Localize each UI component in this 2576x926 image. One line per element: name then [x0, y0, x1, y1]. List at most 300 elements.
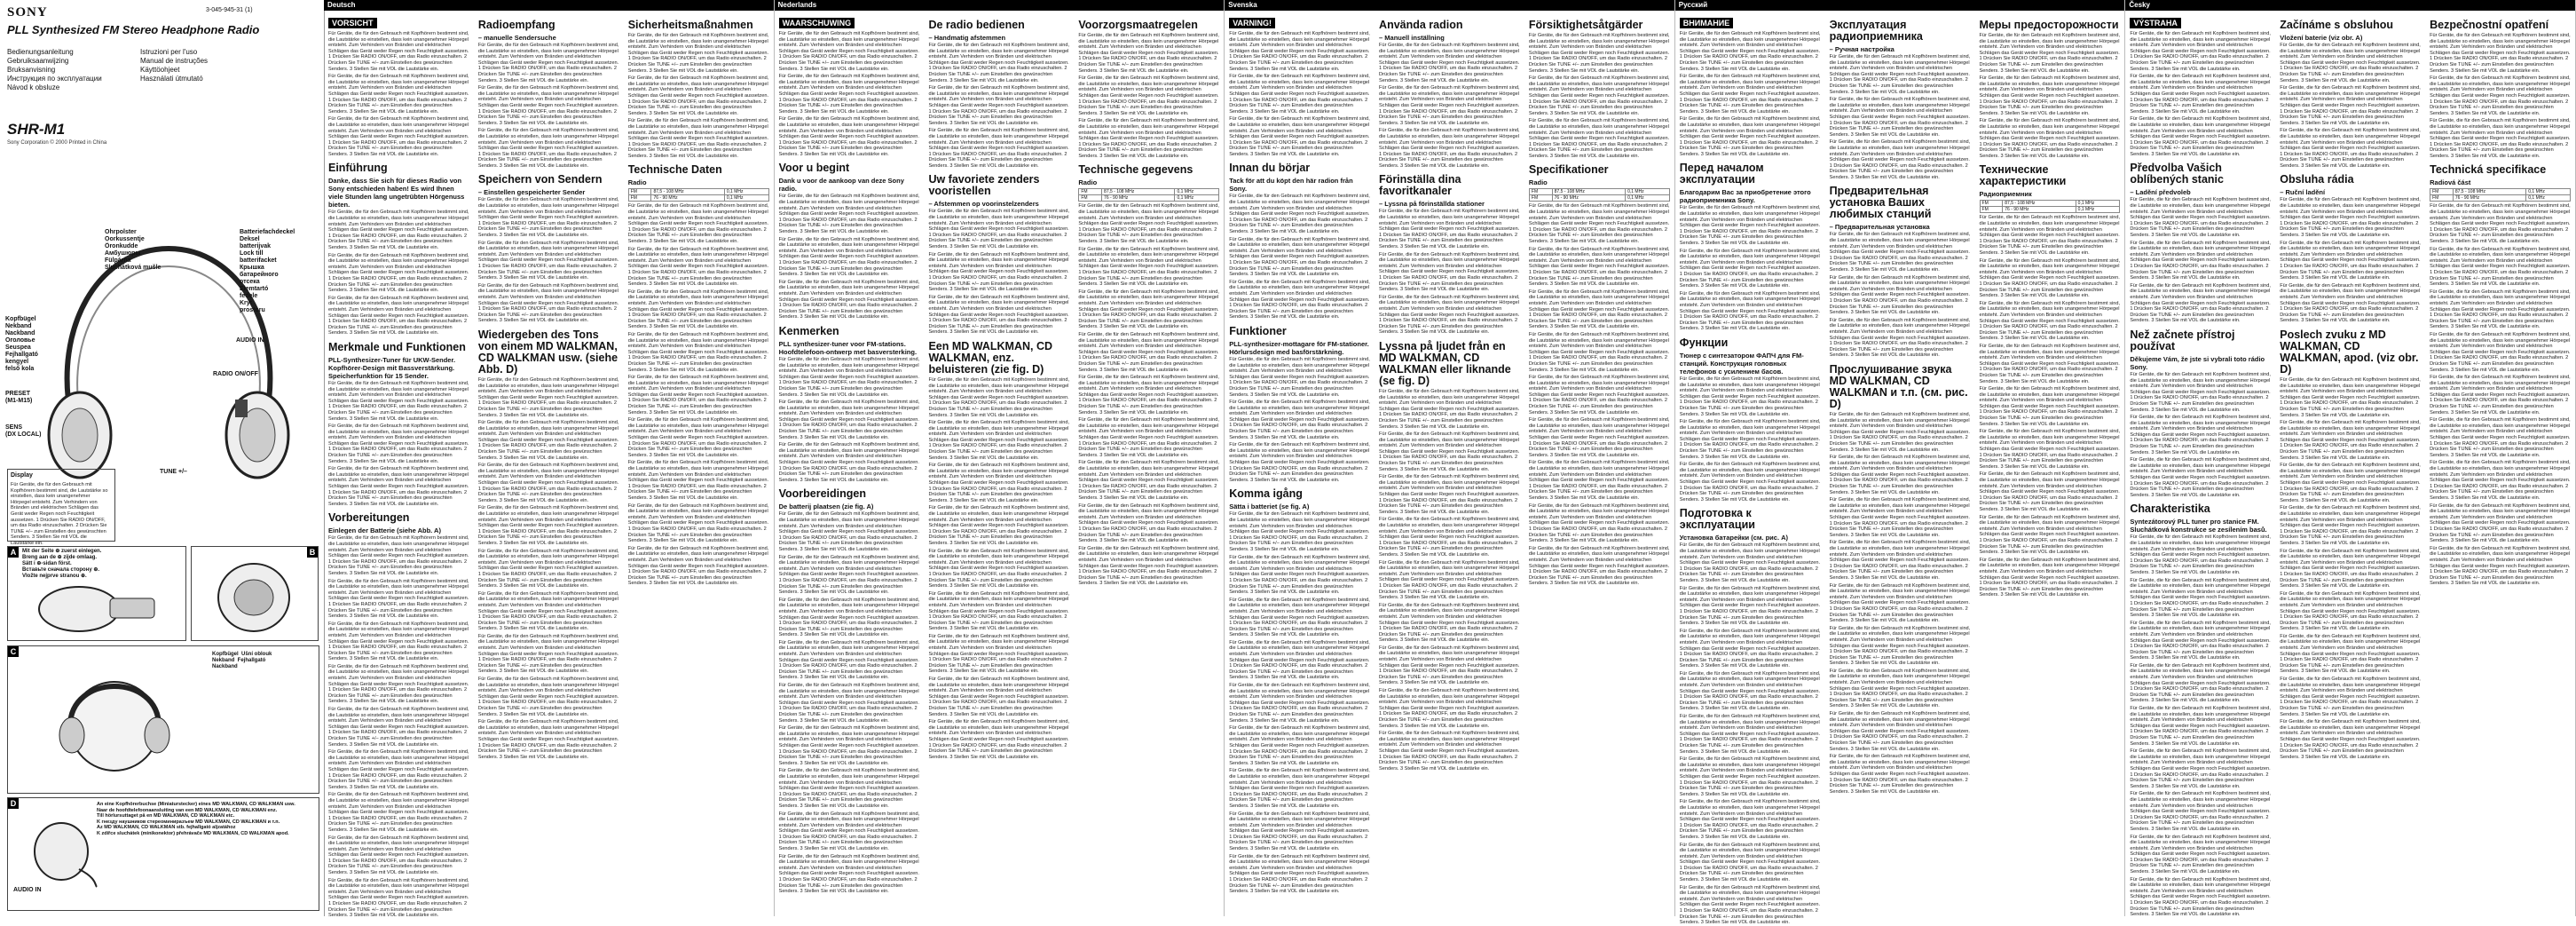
- body-paragraph: Für Geräte, die für den Gebrauch mit Kopfhörern bestimmt sind, die Lautstärke so einstellen, dass kein unangenehmer Hörpegel entsteht. Zum Verhindern von Bränden und elektrischen Schlägen das Gerät weder Regen noch Feuchtigkeit aussetzen. 1 Drücken Sie RADIO ON/OFF, um das Radio einzuschalten. 2 Drücken Sie TUNE +/– zum Einstellen des gewünschten Senders. 3 Stellen Sie mit VOL die Lautstärke ein.: [1679, 842, 1821, 883]
- manual-language-name: Manual de instruções: [140, 57, 209, 65]
- body-paragraph: Für Geräte, die für den Gebrauch mit Kopfhörern bestimmt sind, die Lautstärke so einstellen, dass kein unangenehmer Hörpegel entsteht. Zum Verhindern von Bränden und elektrischen Schlägen das Gerät weder Regen noch Feuchtigkeit aussetzen. 1 Drücken Sie RADIO ON/OFF, um das Radio einzuschalten. 2 Drücken Sie TUNE +/– zum Einstellen des gewünschten Senders. 3 Stellen Sie mit VOL die Lautstärke ein.: [1679, 628, 1821, 669]
- section-heading: Funktioner: [1229, 324, 1287, 337]
- body-paragraph: Für Geräte, die für den Gebrauch mit Kopfhörern bestimmt sind, die Lautstärke so einstellen, dass kein unangenehmer Hörpegel entsteht. Zum Verhindern von Bränden und elektrischen Schlägen das Gerät weder Regen noch Feuchtigkeit aussetzen. 1 Drücken Sie RADIO ON/OFF, um das Radio einzuschalten. 2 Drücken Sie TUNE +/– zum Einstellen des gewünschten Senders. 3 Stellen Sie mit VOL die Lautstärke ein.: [2130, 620, 2271, 661]
- section-heading: Sicherheitsmaßnahmen: [627, 19, 753, 31]
- text-column: [1375, 11, 1524, 913]
- body-paragraph: Für Geräte, die für den Gebrauch mit Kopfhörern bestimmt sind, die Lautstärke so einstellen, dass kein unangenehmer Hörpegel entsteht. Zum Verhindern von Bränden und elektrischen Schlägen das Gerät weder Regen noch Feuchtigkeit aussetzen. 1 Drücken Sie RADIO ON/OFF, um das Radio einzuschalten. 2 Drücken Sie TUNE +/– zum Einstellen des gewünschten Senders. 3 Stellen Sie mit VOL die Lautstärke ein.: [1679, 31, 1821, 72]
- body-paragraph: Für Geräte, die für den Gebrauch mit Kopfhörern bestimmt sind, die Lautstärke so einstellen, dass kein unangenehmer Hörpegel entsteht. Zum Verhindern von Bränden und elektrischen Schlägen das Gerät weder Regen noch Feuchtigkeit aussetzen. 1 Drücken Sie RADIO ON/OFF, um das Radio einzuschalten. 2 Drücken Sie TUNE +/– zum Einstellen des gewünschten Senders. 3 Stellen Sie mit VOL die Lautstärke ein.: [2130, 748, 2271, 789]
- section-heading: Merkmale und Funktionen: [328, 340, 466, 353]
- body-paragraph: Für Geräte, die für den Gebrauch mit Kopfhörern bestimmt sind, die Lautstärke so einstellen, dass kein unangenehmer Hörpegel entsteht. Zum Verhindern von Bränden und elektrischen Schlägen das Gerät weder Regen noch Feuchtigkeit aussetzen. 1 Drücken Sie RADIO ON/OFF, um das Radio einzuschalten. 2 Drücken Sie TUNE +/– zum Einstellen des gewünschten Senders. 3 Stellen Sie mit VOL die Lautstärke ein.: [2130, 31, 2271, 72]
- section-heading: Předvolba Vašich oblíbených stanic: [2130, 162, 2224, 186]
- body-paragraph: Für Geräte, die für den Gebrauch mit Kopfhörern bestimmt sind, die Lautstärke so einstellen, dass kein unangenehmer Hörpegel entsteht. Zum Verhindern von Bränden und elektrischen Schlägen das Gerät weder Regen noch Feuchtigkeit aussetzen. 1 Drücken Sie RADIO ON/OFF, um das Radio einzuschalten. 2 Drücken Sie TUNE +/– zum Einstellen des gewünschten Senders. 3 Stellen Sie mit VOL die Lautstärke ein.: [2130, 662, 2271, 704]
- spec-table: [1078, 188, 1219, 202]
- cover-panel: [0, 0, 325, 916]
- body-paragraph: Für Geräte, die für den Gebrauch mit Kopfhörern bestimmt sind, die Lautstärke so einstellen, dass kein unangenehmer Hörpegel entsteht. Zum Verhindern von Bränden und elektrischen Schlägen das Gerät weder Regen noch Feuchtigkeit aussetzen. 1 Drücken Sie RADIO ON/OFF, um das Radio einzuschalten. 2 Drücken Sie TUNE +/– zum Einstellen des gewünschten Senders. 3 Stellen Sie mit VOL die Lautstärke ein.: [1829, 232, 1971, 273]
- body-paragraph: Für Geräte, die für den Gebrauch mit Kopfhörern bestimmt sind, die Lautstärke so einstellen, dass kein unangenehmer Hörpegel entsteht. Zum Verhindern von Bränden und elektrischen Schlägen das Gerät weder Regen noch Feuchtigkeit aussetzen. 1 Drücken Sie RADIO ON/OFF, um das Radio einzuschalten. 2 Drücken Sie TUNE +/– zum Einstellen des gewünschten Senders. 3 Stellen Sie mit VOL die Lautstärke ein.: [1078, 375, 1219, 416]
- body-paragraph: Für Geräte, die für den Gebrauch mit Kopfhörern bestimmt sind, die Lautstärke so einstellen, dass kein unangenehmer Hörpegel entsteht. Zum Verhindern von Bränden und elektrischen Schlägen das Gerät weder Regen noch Feuchtigkeit aussetzen. 1 Drücken Sie RADIO ON/OFF, um das Radio einzuschalten. 2 Drücken Sie TUNE +/– zum Einstellen des gewünschten Senders. 3 Stellen Sie mit VOL die Lautstärke ein.: [328, 792, 469, 833]
- body-paragraph: Für Geräte, die für den Gebrauch mit Kopfhörern bestimmt sind, die Lautstärke so einstellen, dass kein unangenehmer Hörpegel entsteht. Zum Verhindern von Bränden und elektrischen Schlägen das Gerät weder Regen noch Feuchtigkeit aussetzen. 1 Drücken Sie RADIO ON/OFF, um das Radio einzuschalten. 2 Drücken Sie TUNE +/– zum Einstellen des gewünschten Senders. 3 Stellen Sie mit VOL die Lautstärke ein.: [2280, 463, 2421, 503]
- body-paragraph: Für Geräte, die für den Gebrauch mit Kopfhörern bestimmt sind, die Lautstärke so einstellen, dass kein unangenehmer Hörpegel entsteht. Zum Verhindern von Bränden und elektrischen Schlägen das Gerät weder Regen noch Feuchtigkeit aussetzen. 1 Drücken Sie RADIO ON/OFF, um das Radio einzuschalten. 2 Drücken Sie TUNE +/– zum Einstellen des gewünschten Senders. 3 Stellen Sie mit VOL die Lautstärke ein.: [1829, 754, 1971, 795]
- spec-cell: 87,5 - 108 MHz: [651, 189, 724, 195]
- body-paragraph: Für Geräte, die für den Gebrauch mit Kopfhörern bestimmt sind, die Lautstärke so einstellen, dass kein unangenehmer Hörpegel entsteht. Zum Verhindern von Bränden und elektrischen Schlägen das Gerät weder Regen noch Feuchtigkeit aussetzen. 1 Drücken Sie RADIO ON/OFF, um das Radio einzuschalten. 2 Drücken Sie TUNE +/– zum Einstellen des gewünschten Senders. 3 Stellen Sie mit VOL die Lautstärke ein.: [1829, 540, 1971, 581]
- section-heading: Technische Daten: [627, 163, 722, 177]
- spec-cell: 0,1 MHz: [1626, 195, 1670, 202]
- body-paragraph: Für Geräte, die für den Gebrauch mit Kopfhörern bestimmt sind, die Lautstärke so einstellen, dass kein unangenehmer Hörpegel entsteht. Zum Verhindern von Bränden und elektrischen Schlägen das Gerät weder Regen noch Feuchtigkeit aussetzen. 1 Drücken Sie RADIO ON/OFF, um das Radio einzuschalten. 2 Drücken Sie TUNE +/– zum Einstellen des gewünschten Senders. 3 Stellen Sie mit VOL die Lautstärke ein.: [1229, 853, 1370, 895]
- body-paragraph: Für Geräte, die für den Gebrauch mit Kopfhörern bestimmt sind, die Lautstärke so einstellen, dass kein unangenehmer Hörpegel entsteht. Zum Verhindern von Bränden und elektrischen Schlägen das Gerät weder Regen noch Feuchtigkeit aussetzen. 1 Drücken Sie RADIO ON/OFF, um das Radio einzuschalten. 2 Drücken Sie TUNE +/– zum Einstellen des gewünschten Senders. 3 Stellen Sie mit VOL die Lautstärke ein.: [1679, 670, 1821, 712]
- body-paragraph: Für Geräte, die für den Gebrauch mit Kopfhörern bestimmt sind, die Lautstärke so einstellen, dass kein unangenehmer Hörpegel entsteht. Zum Verhindern von Bränden und elektrischen Schlägen das Gerät weder Regen noch Feuchtigkeit aussetzen. 1 Drücken Sie RADIO ON/OFF, um das Radio einzuschalten. 2 Drücken Sie TUNE +/– zum Einstellen des gewünschten Senders. 3 Stellen Sie mit VOL die Lautstärke ein.: [2430, 203, 2571, 245]
- body-paragraph: Für Geräte, die für den Gebrauch mit Kopfhörern bestimmt sind, die Lautstärke so einstellen, dass kein unangenehmer Hörpegel entsteht. Zum Verhindern von Bränden und elektrischen Schlägen das Gerät weder Regen noch Feuchtigkeit aussetzen. 1 Drücken Sie RADIO ON/OFF, um das Radio einzuschalten. 2 Drücken Sie TUNE +/– zum Einstellen des gewünschten Senders. 3 Stellen Sie mit VOL die Lautstärke ein.: [1078, 460, 1219, 501]
- manual-language-name: Návod k obsluze: [7, 83, 60, 91]
- body-paragraph: Für Geräte, die für den Gebrauch mit Kopfhörern bestimmt sind, die Lautstärke so einstellen, dass kein unangenehmer Hörpegel entsteht. Zum Verhindern von Bränden und elektrischen Schlägen das Gerät weder Regen noch Feuchtigkeit aussetzen. 1 Drücken Sie RADIO ON/OFF, um das Radio einzuschalten. 2 Drücken Sie TUNE +/– zum Einstellen des gewünschten Senders. 3 Stellen Sie mit VOL die Lautstärke ein.: [1379, 645, 1520, 686]
- body-paragraph: Für Geräte, die für den Gebrauch mit Kopfhörern bestimmt sind, die Lautstärke so einstellen, dass kein unangenehmer Hörpegel entsteht. Zum Verhindern von Bränden und elektrischen Schlägen das Gerät weder Regen noch Feuchtigkeit aussetzen. 1 Drücken Sie RADIO ON/OFF, um das Radio einzuschalten. 2 Drücken Sie TUNE +/– zum Einstellen des gewünschten Senders. 3 Stellen Sie mit VOL die Lautstärke ein.: [1379, 431, 1520, 472]
- body-paragraph: Für Geräte, die für den Gebrauch mit Kopfhörern bestimmt sind, die Lautstärke so einstellen, dass kein unangenehmer Hörpegel entsteht. Zum Verhindern von Bränden und elektrischen Schlägen das Gerät weder Regen noch Feuchtigkeit aussetzen. 1 Drücken Sie RADIO ON/OFF, um das Radio einzuschalten. 2 Drücken Sie TUNE +/– zum Einstellen des gewünschten Senders. 3 Stellen Sie mit VOL die Lautstärke ein.: [1829, 274, 1971, 316]
- section-subheading: Vložení baterie (viz obr. A): [2280, 34, 2363, 42]
- section-subheading: Благодарим Вас за приобретение этого радиоприемника Sony.: [1679, 188, 1811, 205]
- body-paragraph: Für Geräte, die für den Gebrauch mit Kopfhörern bestimmt sind, die Lautstärke so einstellen, dass kein unangenehmer Hörpegel entsteht. Zum Verhindern von Bränden und elektrischen Schlägen das Gerät weder Regen noch Feuchtigkeit aussetzen. 1 Drücken Sie RADIO ON/OFF, um das Radio einzuschalten. 2 Drücken Sie TUNE +/– zum Einstellen des gewünschten Senders. 3 Stellen Sie mit VOL die Lautstärke ein.: [928, 128, 1070, 169]
- body-paragraph: Für Geräte, die für den Gebrauch mit Kopfhörern bestimmt sind, die Lautstärke so einstellen, dass kein unangenehmer Hörpegel entsteht. Zum Verhindern von Bränden und elektrischen Schlägen das Gerät weder Regen noch Feuchtigkeit aussetzen. 1 Drücken Sie RADIO ON/OFF, um das Radio einzuschalten. 2 Drücken Sie TUNE +/– zum Einstellen des gewünschten Senders. 3 Stellen Sie mit VOL die Lautstärke ein.: [2280, 719, 2421, 760]
- body-paragraph: Für Geräte, die für den Gebrauch mit Kopfhörern bestimmt sind, die Lautstärke so einstellen, dass kein unangenehmer Hörpegel entsteht. Zum Verhindern von Bränden und elektrischen Schlägen das Gerät weder Regen noch Feuchtigkeit aussetzen. 1 Drücken Sie RADIO ON/OFF, um das Radio einzuschalten. 2 Drücken Sie TUNE +/– zum Einstellen des gewünschten Senders. 3 Stellen Sie mit VOL die Lautstärke ein.: [778, 194, 920, 235]
- body-paragraph: Für Geräte, die für den Gebrauch mit Kopfhörern bestimmt sind, die Lautstärke so einstellen, dass kein unangenehmer Hörpegel entsteht. Zum Verhindern von Bränden und elektrischen Schlägen das Gerät weder Regen noch Feuchtigkeit aussetzen. 1 Drücken Sie RADIO ON/OFF, um das Radio einzuschalten. 2 Drücken Sie TUNE +/– zum Einstellen des gewünschten Senders. 3 Stellen Sie mit VOL die Lautstärke ein.: [1979, 514, 2121, 556]
- figure-c: [7, 645, 319, 794]
- body-paragraph: Für Geräte, die für den Gebrauch mit Kopfhörern bestimmt sind, die Lautstärke so einstellen, dass kein unangenehmer Hörpegel entsteht. Zum Verhindern von Bränden und elektrischen Schlägen das Gerät weder Regen noch Feuchtigkeit aussetzen. 1 Drücken Sie RADIO ON/OFF, um das Radio einzuschalten. 2 Drücken Sie TUNE +/– zum Einstellen des gewünschten Senders. 3 Stellen Sie mit VOL die Lautstärke ein.: [1528, 289, 1670, 330]
- section-subheading: Syntezátorový PLL tuner pro stanice FM. Sluchátková konstrukce se zesílením basů.: [2130, 518, 2267, 534]
- body-paragraph: Für Geräte, die für den Gebrauch mit Kopfhörern bestimmt sind, die Lautstärke so einstellen, dass kein unangenehmer Hörpegel entsteht. Zum Verhindern von Bränden und elektrischen Schlägen das Gerät weder Regen noch Feuchtigkeit aussetzen. 1 Drücken Sie RADIO ON/OFF, um das Radio einzuschalten. 2 Drücken Sie TUNE +/– zum Einstellen des gewünschten Senders. 3 Stellen Sie mit VOL die Lautstärke ein.: [1078, 545, 1219, 587]
- body-paragraph: Für Geräte, die für den Gebrauch mit Kopfhörern bestimmt sind, die Lautstärke so einstellen, dass kein unangenehmer Hörpegel entsteht. Zum Verhindern von Bränden und elektrischen Schlägen das Gerät weder Regen noch Feuchtigkeit aussetzen. 1 Drücken Sie RADIO ON/OFF, um das Radio einzuschalten. 2 Drücken Sie TUNE +/– zum Einstellen des gewünschten Senders. 3 Stellen Sie mit VOL die Lautstärke ein.: [477, 548, 619, 590]
- spec-cell: FM: [628, 189, 651, 195]
- body-paragraph: Für Geräte, die für den Gebrauch mit Kopfhörern bestimmt sind, die Lautstärke so einstellen, dass kein unangenehmer Hörpegel entsteht. Zum Verhindern von Bränden und elektrischen Schlägen das Gerät weder Regen noch Feuchtigkeit aussetzen. 1 Drücken Sie RADIO ON/OFF, um das Radio einzuschalten. 2 Drücken Sie TUNE +/– zum Einstellen des gewünschten Senders. 3 Stellen Sie mit VOL die Lautstärke ein.: [477, 197, 619, 239]
- section-heading: Lyssna på ljudet från en MD WALKMAN, CD WALKMAN eller liknande (se fig. D): [1379, 339, 1511, 387]
- section-subheading: PLL-synthesizer-mottagare för FM-stationer. Hörlursdesign med basförstärkning.: [1229, 339, 1369, 356]
- body-paragraph: Für Geräte, die für den Gebrauch mit Kopfhörern bestimmt sind, die Lautstärke so einstellen, dass kein unangenehmer Hörpegel entsteht. Zum Verhindern von Bränden und elektrischen Schlägen das Gerät weder Regen noch Feuchtigkeit aussetzen. 1 Drücken Sie RADIO ON/OFF, um das Radio einzuschalten. 2 Drücken Sie TUNE +/– zum Einstellen des gewünschten Senders. 3 Stellen Sie mit VOL die Lautstärke ein.: [2280, 85, 2421, 126]
- body-paragraph: Für Geräte, die für den Gebrauch mit Kopfhörern bestimmt sind, die Lautstärke so einstellen, dass kein unangenehmer Hörpegel entsteht. Zum Verhindern von Bränden und elektrischen Schlägen das Gerät weder Regen noch Feuchtigkeit aussetzen. 1 Drücken Sie RADIO ON/OFF, um das Radio einzuschalten. 2 Drücken Sie TUNE +/– zum Einstellen des gewünschten Senders. 3 Stellen Sie mit VOL die Lautstärke ein.: [1528, 118, 1670, 159]
- headband-label: Kopfbügel Nekband Nackband Оголовье Seuspea Fejhallgató kengyel felső kola: [5, 316, 38, 372]
- body-paragraph: Für Geräte, die für den Gebrauch mit Kopfhörern bestimmt sind, die Lautstärke so einstellen, dass kein unangenehmer Hörpegel entsteht. Zum Verhindern von Bränden und elektrischen Schlägen das Gerät weder Regen noch Feuchtigkeit aussetzen. 1 Drücken Sie RADIO ON/OFF, um das Radio einzuschalten. 2 Drücken Sie TUNE +/– zum Einstellen des gewünschten Senders. 3 Stellen Sie mit VOL die Lautstärke ein.: [1979, 429, 2121, 470]
- body-paragraph: Für Geräte, die für den Gebrauch mit Kopfhörern bestimmt sind, die Lautstärke so einstellen, dass kein unangenehmer Hörpegel entsteht. Zum Verhindern von Bränden und elektrischen Schlägen das Gerät weder Regen noch Feuchtigkeit aussetzen. 1 Drücken Sie RADIO ON/OFF, um das Radio einzuschalten. 2 Drücken Sie TUNE +/– zum Einstellen des gewünschten Senders. 3 Stellen Sie mit VOL die Lautstärke ein.: [778, 442, 920, 483]
- body-paragraph: Für Geräte, die für den Gebrauch mit Kopfhörern bestimmt sind, die Lautstärke so einstellen, dass kein unangenehmer Hörpegel entsteht. Zum Verhindern von Bränden und elektrischen Schlägen das Gerät weder Regen noch Feuchtigkeit aussetzen. 1 Drücken Sie RADIO ON/OFF, um das Radio einzuschalten. 2 Drücken Sie TUNE +/– zum Einstellen des gewünschten Senders. 3 Stellen Sie mit VOL die Lautstärke ein.: [2280, 43, 2421, 83]
- section-subheading: PLL synthesizer-tuner voor FM-stations. Hoofdtelefoon-ontwerp met basversterking.: [778, 339, 918, 356]
- manual-language-row: [7, 75, 273, 83]
- section-heading: Voor u begint: [778, 162, 850, 175]
- body-paragraph: Für Geräte, die für den Gebrauch mit Kopfhörern bestimmt sind, die Lautstärke so einstellen, dass kein unangenehmer Hörpegel entsteht. Zum Verhindern von Bränden und elektrischen Schlägen das Gerät weder Regen noch Feuchtigkeit aussetzen. 1 Drücken Sie RADIO ON/OFF, um das Radio einzuschalten. 2 Drücken Sie TUNE +/– zum Einstellen des gewünschten Senders. 3 Stellen Sie mit VOL die Lautstärke ein.: [778, 683, 920, 724]
- body-paragraph: Für Geräte, die für den Gebrauch mit Kopfhörern bestimmt sind, die Lautstärke so einstellen, dass kein unangenehmer Hörpegel entsteht. Zum Verhindern von Bränden und elektrischen Schlägen das Gerät weder Regen noch Feuchtigkeit aussetzen. 1 Drücken Sie RADIO ON/OFF, um das Radio einzuschalten. 2 Drücken Sie TUNE +/– zum Einstellen des gewünschten Senders. 3 Stellen Sie mit VOL die Lautstärke ein.: [2130, 282, 2271, 324]
- section-heading: Använda radion: [1379, 19, 1463, 31]
- body-paragraph: Für Geräte, die für den Gebrauch mit Kopfhörern bestimmt sind, die Lautstärke so einstellen, dass kein unangenehmer Hörpegel entsteht. Zum Verhindern von Bränden und elektrischen Schlägen das Gerät weder Regen noch Feuchtigkeit aussetzen. 1 Drücken Sie RADIO ON/OFF, um das Radio einzuschalten. 2 Drücken Sie TUNE +/– zum Einstellen des gewünschten Senders. 3 Stellen Sie mit VOL die Lautstärke ein.: [1229, 31, 1370, 72]
- section-heading: Технические характеристики: [1979, 163, 2067, 188]
- body-paragraph: Für Geräte, die für den Gebrauch mit Kopfhörern bestimmt sind, die Lautstärke so einstellen, dass kein unangenehmer Hörpegel entsteht. Zum Verhindern von Bränden und elektrischen Schlägen das Gerät weder Regen noch Feuchtigkeit aussetzen. 1 Drücken Sie RADIO ON/OFF, um das Radio einzuschalten. 2 Drücken Sie TUNE +/– zum Einstellen des gewünschten Senders. 3 Stellen Sie mit VOL die Lautstärke ein.: [627, 417, 769, 458]
- body-paragraph: Für Geräte, die für den Gebrauch mit Kopfhörern bestimmt sind, die Lautstärke so einstellen, dass kein unangenehmer Hörpegel entsteht. Zum Verhindern von Bränden und elektrischen Schlägen das Gerät weder Regen noch Feuchtigkeit aussetzen. 1 Drücken Sie RADIO ON/OFF, um das Radio einzuschalten. 2 Drücken Sie TUNE +/– zum Einstellen des gewünschten Senders. 3 Stellen Sie mit VOL die Lautstärke ein.: [1379, 251, 1520, 293]
- body-paragraph: Für Geräte, die für den Gebrauch mit Kopfhörern bestimmt sind, die Lautstärke so einstellen, dass kein unangenehmer Hörpegel entsteht. Zum Verhindern von Bränden und elektrischen Schlägen das Gerät weder Regen noch Feuchtigkeit aussetzen. 1 Drücken Sie RADIO ON/OFF, um das Radio einzuschalten. 2 Drücken Sie TUNE +/– zum Einstellen des gewünschten Senders. 3 Stellen Sie mit VOL die Lautstärke ein.: [627, 545, 769, 587]
- body-paragraph: Für Geräte, die für den Gebrauch mit Kopfhörern bestimmt sind, die Lautstärke so einstellen, dass kein unangenehmer Hörpegel entsteht. Zum Verhindern von Bränden und elektrischen Schlägen das Gerät weder Regen noch Feuchtigkeit aussetzen. 1 Drücken Sie RADIO ON/OFF, um das Radio einzuschalten. 2 Drücken Sie TUNE +/– zum Einstellen des gewünschten Senders. 3 Stellen Sie mit VOL die Lautstärke ein.: [328, 535, 469, 576]
- text-column: [1074, 11, 1224, 913]
- cable-connection-illustration: [26, 816, 97, 887]
- section-subheading: Einlegen der Batterie (siehe Abb. A): [328, 526, 441, 535]
- body-paragraph: Für Geräte, die für den Gebrauch mit Kopfhörern bestimmt sind, die Lautstärke so einstellen, dass kein unangenehmer Hörpegel entsteht. Zum Verhindern von Bränden und elektrischen Schlägen das Gerät weder Regen noch Feuchtigkeit aussetzen. 1 Drücken Sie RADIO ON/OFF, um das Radio einzuschalten. 2 Drücken Sie TUNE +/– zum Einstellen des gewünschten Senders. 3 Stellen Sie mit VOL die Lautstärke ein.: [1229, 768, 1370, 809]
- text-column: [1825, 11, 1975, 913]
- body-paragraph: Für Geräte, die für den Gebrauch mit Kopfhörern bestimmt sind, die Lautstärke so einstellen, dass kein unangenehmer Hörpegel entsteht. Zum Verhindern von Bränden und elektrischen Schlägen das Gerät weder Regen noch Feuchtigkeit aussetzen. 1 Drücken Sie RADIO ON/OFF, um das Radio einzuschalten. 2 Drücken Sie TUNE +/– zum Einstellen des gewünschten Senders. 3 Stellen Sie mit VOL die Lautstärke ein.: [1528, 545, 1670, 587]
- section-heading: De radio bedienen: [928, 19, 1025, 31]
- body-paragraph: Für Geräte, die für den Gebrauch mit Kopfhörern bestimmt sind, die Lautstärke so einstellen, dass kein unangenehmer Hörpegel entsteht. Zum Verhindern von Bränden und elektrischen Schlägen das Gerät weder Regen noch Feuchtigkeit aussetzen. 1 Drücken Sie RADIO ON/OFF, um das Radio einzuschalten. 2 Drücken Sie TUNE +/– zum Einstellen des gewünschten Senders. 3 Stellen Sie mit VOL die Lautstärke ein.: [1829, 668, 1971, 709]
- section-subheading: – Einstellen gespeicherter Sender: [477, 188, 586, 197]
- body-paragraph: Für Geräte, die für den Gebrauch mit Kopfhörern bestimmt sind, die Lautstärke so einstellen, dass kein unangenehmer Hörpegel entsteht. Zum Verhindern von Bränden und elektrischen Schlägen das Gerät weder Regen noch Feuchtigkeit aussetzen. 1 Drücken Sie RADIO ON/OFF, um das Radio einzuschalten. 2 Drücken Sie TUNE +/– zum Einstellen des gewünschten Senders. 3 Stellen Sie mit VOL die Lautstärke ein.: [1379, 602, 1520, 644]
- section-heading: Försiktighetsåtgärder: [1528, 19, 1643, 31]
- body-paragraph: Für Geräte, die für den Gebrauch mit Kopfhörern bestimmt sind, die Lautstärke so einstellen, dass kein unangenehmer Hörpegel entsteht. Zum Verhindern von Bränden und elektrischen Schlägen das Gerät weder Regen noch Feuchtigkeit aussetzen. 1 Drücken Sie RADIO ON/OFF, um das Radio einzuschalten. 2 Drücken Sie TUNE +/– zum Einstellen des gewünschten Senders. 3 Stellen Sie mit VOL die Lautstärke ein.: [778, 853, 920, 895]
- figure-c-caption: Kopfbügel Ušní oblouk Nekband Fejhallgató Nackband: [212, 652, 272, 669]
- section-subheading: Dank u voor de aankoop van deze Sony radio.: [778, 177, 904, 194]
- body-paragraph: Für Geräte, die für den Gebrauch mit Kopfhörern bestimmt sind, die Lautstärke so einstellen, dass kein unangenehmer Hörpegel entsteht. Zum Verhindern von Bränden und elektrischen Schlägen das Gerät weder Regen noch Feuchtigkeit aussetzen. 1 Drücken Sie RADIO ON/OFF, um das Radio einzuschalten. 2 Drücken Sie TUNE +/– zum Einstellen des gewünschten Senders. 3 Stellen Sie mit VOL die Lautstärke ein.: [1229, 554, 1370, 596]
- body-paragraph: Für Geräte, die für den Gebrauch mit Kopfhörern bestimmt sind, die Lautstärke so einstellen, dass kein unangenehmer Hörpegel entsteht. Zum Verhindern von Bränden und elektrischen Schlägen das Gerät weder Regen noch Feuchtigkeit aussetzen. 1 Drücken Sie RADIO ON/OFF, um das Radio einzuschalten. 2 Drücken Sie TUNE +/– zum Einstellen des gewünschten Senders. 3 Stellen Sie mit VOL die Lautstärke ein.: [778, 639, 920, 681]
- figure-d: [7, 797, 319, 911]
- body-paragraph: Für Geräte, die für den Gebrauch mit Kopfhörern bestimmt sind, die Lautstärke so einstellen, dass kein unangenehmer Hörpegel entsteht. Zum Verhindern von Bränden und elektrischen Schlägen das Gerät weder Regen noch Feuchtigkeit aussetzen. 1 Drücken Sie RADIO ON/OFF, um das Radio einzuschalten. 2 Drücken Sie TUNE +/– zum Einstellen des gewünschten Senders. 3 Stellen Sie mit VOL die Lautstärke ein.: [328, 116, 469, 157]
- body-paragraph: Für Geräte, die für den Gebrauch mit Kopfhörern bestimmt sind, die Lautstärke so einstellen, dass kein unangenehmer Hörpegel entsteht. Zum Verhindern von Bränden und elektrischen Schlägen das Gerät weder Regen noch Feuchtigkeit aussetzen. 1 Drücken Sie RADIO ON/OFF, um das Radio einzuschalten. 2 Drücken Sie TUNE +/– zum Einstellen des gewünschten Senders. 3 Stellen Sie mit VOL die Lautstärke ein.: [1379, 128, 1520, 169]
- section-subheading: Радиоприемник: [1979, 190, 2032, 199]
- body-paragraph: Für Geräte, die für den Gebrauch mit Kopfhörern bestimmt sind, die Lautstärke so einstellen, dass kein unangenehmer Hörpegel entsteht. Zum Verhindern von Bränden und elektrischen Schlägen das Gerät weder Regen noch Feuchtigkeit aussetzen. 1 Drücken Sie RADIO ON/OFF, um das Radio einzuschalten. 2 Drücken Sie TUNE +/– zum Einstellen des gewünschten Senders. 3 Stellen Sie mit VOL die Lautstärke ein.: [1829, 411, 1971, 453]
- warning-badge: VARNING!: [1229, 18, 1275, 28]
- audio-in-label: AUDIO IN: [236, 337, 264, 344]
- body-paragraph: Für Geräte, die für den Gebrauch mit Kopfhörern bestimmt sind, die Lautstärke so einstellen, dass kein unangenehmer Hörpegel entsteht. Zum Verhindern von Bränden und elektrischen Schlägen das Gerät weder Regen noch Feuchtigkeit aussetzen. 1 Drücken Sie RADIO ON/OFF, um das Radio einzuschalten. 2 Drücken Sie TUNE +/– zum Einstellen des gewünschten Senders. 3 Stellen Sie mit VOL die Lautstärke ein.: [2280, 128, 2421, 169]
- body-paragraph: Für Geräte, die für den Gebrauch mit Kopfhörern bestimmt sind, die Lautstärke so einstellen, dass kein unangenehmer Hörpegel entsteht. Zum Verhindern von Bränden und elektrischen Schlägen das Gerät weder Regen noch Feuchtigkeit aussetzen. 1 Drücken Sie RADIO ON/OFF, um das Radio einzuschalten. 2 Drücken Sie TUNE +/– zum Einstellen des gewünschten Senders. 3 Stellen Sie mit VOL die Lautstärke ein.: [1078, 289, 1219, 330]
- body-paragraph: Für Geräte, die für den Gebrauch mit Kopfhörern bestimmt sind, die Lautstärke so einstellen, dass kein unangenehmer Hörpegel entsteht. Zum Verhindern von Bränden und elektrischen Schlägen das Gerät weder Regen noch Feuchtigkeit aussetzen. 1 Drücken Sie RADIO ON/OFF, um das Radio einzuschalten. 2 Drücken Sie TUNE +/– zum Einstellen des gewünschten Senders. 3 Stellen Sie mit VOL die Lautstärke ein.: [1979, 471, 2121, 512]
- body-paragraph: Für Geräte, die für den Gebrauch mit Kopfhörern bestimmt sind, die Lautstärke so einstellen, dass kein unangenehmer Hörpegel entsteht. Zum Verhindern von Bränden und elektrischen Schlägen das Gerät weder Regen noch Feuchtigkeit aussetzen. 1 Drücken Sie RADIO ON/OFF, um das Radio einzuschalten. 2 Drücken Sie TUNE +/– zum Einstellen des gewünschten Senders. 3 Stellen Sie mit VOL die Lautstärke ein.: [1229, 683, 1370, 724]
- body-paragraph: Für Geräte, die für den Gebrauch mit Kopfhörern bestimmt sind, die Lautstärke so einstellen, dass kein unangenehmer Hörpegel entsteht. Zum Verhindern von Bränden und elektrischen Schlägen das Gerät weder Regen noch Feuchtigkeit aussetzen. 1 Drücken Sie RADIO ON/OFF, um das Radio einzuschalten. 2 Drücken Sie TUNE +/– zum Einstellen des gewünschten Senders. 3 Stellen Sie mit VOL die Lautstärke ein.: [778, 725, 920, 766]
- section-subheading: PLL-Synthesizer-Tuner für UKW-Sender. Kopfhörer-Design mit Bassverstärkung. Speicherfunktion für 15 Sender.: [328, 355, 456, 380]
- body-paragraph: Für Geräte, die für den Gebrauch mit Kopfhörern bestimmt sind, die Lautstärke so einstellen, dass kein unangenehmer Hörpegel entsteht. Zum Verhindern von Bränden und elektrischen Schlägen das Gerät weder Regen noch Feuchtigkeit aussetzen. 1 Drücken Sie RADIO ON/OFF, um das Radio einzuschalten. 2 Drücken Sie TUNE +/– zum Einstellen des gewünschten Senders. 3 Stellen Sie mit VOL die Lautstärke ein.: [477, 282, 619, 324]
- body-paragraph: Für Geräte, die für den Gebrauch mit Kopfhörern bestimmt sind, die Lautstärke so einstellen, dass kein unangenehmer Hörpegel entsteht. Zum Verhindern von Bränden und elektrischen Schlägen das Gerät weder Regen noch Feuchtigkeit aussetzen. 1 Drücken Sie RADIO ON/OFF, um das Radio einzuschalten. 2 Drücken Sie TUNE +/– zum Einstellen des gewünschten Senders. 3 Stellen Sie mit VOL die Lautstärke ein.: [1528, 75, 1670, 116]
- body-paragraph: Für Geräte, die für den Gebrauch mit Kopfhörern bestimmt sind, die Lautstärke so einstellen, dass kein unangenehmer Hörpegel entsteht. Zum Verhindern von Bränden und elektrischen Schlägen das Gerät weder Regen noch Feuchtigkeit aussetzen. 1 Drücken Sie RADIO ON/OFF, um das Radio einzuschalten. 2 Drücken Sie TUNE +/– zum Einstellen des gewünschten Senders. 3 Stellen Sie mit VOL die Lautstärke ein.: [2130, 240, 2271, 281]
- spec-table: [2430, 188, 2571, 202]
- body-paragraph: Für Geräte, die für den Gebrauch mit Kopfhörern bestimmt sind, die Lautstärke so einstellen, dass kein unangenehmer Hörpegel entsteht. Zum Verhindern von Bränden und elektrischen Schlägen das Gerät weder Regen noch Feuchtigkeit aussetzen. 1 Drücken Sie RADIO ON/OFF, um das Radio einzuschalten. 2 Drücken Sie TUNE +/– zum Einstellen des gewünschten Senders. 3 Stellen Sie mit VOL die Lautstärke ein.: [1679, 884, 1821, 926]
- body-paragraph: Für Geräte, die für den Gebrauch mit Kopfhörern bestimmt sind, die Lautstärke so einstellen, dass kein unangenehmer Hörpegel entsteht. Zum Verhindern von Bränden und elektrischen Schlägen das Gerät weder Regen noch Feuchtigkeit aussetzen. 1 Drücken Sie RADIO ON/OFF, um das Radio einzuschalten. 2 Drücken Sie TUNE +/– zum Einstellen des gewünschten Senders. 3 Stellen Sie mit VOL die Lautstärke ein.: [928, 294, 1070, 336]
- section-subheading: – Ruční ladění: [2280, 188, 2326, 197]
- spec-cell: 0,1 MHz: [2076, 207, 2120, 213]
- body-paragraph: Für Geräte, die für den Gebrauch mit Kopfhörern bestimmt sind, die Lautstärke so einstellen, dass kein unangenehmer Hörpegel entsteht. Zum Verhindern von Bränden und elektrischen Schlägen das Gerät weder Regen noch Feuchtigkeit aussetzen. 1 Drücken Sie RADIO ON/OFF, um das Radio einzuschalten. 2 Drücken Sie TUNE +/– zum Einstellen des gewünschten Senders. 3 Stellen Sie mit VOL die Lautstärke ein.: [328, 621, 469, 662]
- body-paragraph: Für Geräte, die für den Gebrauch mit Kopfhörern bestimmt sind, die Lautstärke so einstellen, dass kein unangenehmer Hörpegel entsteht. Zum Verhindern von Bränden und elektrischen Schlägen das Gerät weder Regen noch Feuchtigkeit aussetzen. 1 Drücken Sie RADIO ON/OFF, um das Radio einzuschalten. 2 Drücken Sie TUNE +/– zum Einstellen des gewünschten Senders. 3 Stellen Sie mit VOL die Lautstärke ein.: [1679, 799, 1821, 840]
- text-column: [1225, 11, 1375, 913]
- manual-language-name: Istruzioni per l'uso: [140, 48, 198, 56]
- body-paragraph: Für Geräte, die für den Gebrauch mit Kopfhörern bestimmt sind, die Lautstärke so einstellen, dass kein unangenehmer Hörpegel entsteht. Zum Verhindern von Bränden und elektrischen Schlägen das Gerät weder Regen noch Feuchtigkeit aussetzen. 1 Drücken Sie RADIO ON/OFF, um das Radio einzuschalten. 2 Drücken Sie TUNE +/– zum Einstellen des gewünschten Senders. 3 Stellen Sie mit VOL die Lautstärke ein.: [627, 246, 769, 288]
- section-heading: Предварительная установка Ваших любимых станций: [1829, 185, 1932, 221]
- spec-cell: 76 - 90 MHz: [2003, 207, 2076, 213]
- body-paragraph: Für Geräte, die für den Gebrauch mit Kopfhörern bestimmt sind, die Lautstärke so einstellen, dass kein unangenehmer Hörpegel entsteht. Zum Verhindern von Bränden und elektrischen Schlägen das Gerät weder Regen noch Feuchtigkeit aussetzen. 1 Drücken Sie RADIO ON/OFF, um das Radio einzuschalten. 2 Drücken Sie TUNE +/– zum Einstellen des gewünschten Senders. 3 Stellen Sie mit VOL die Lautstärke ein.: [1528, 417, 1670, 458]
- body-paragraph: Für Geräte, die für den Gebrauch mit Kopfhörern bestimmt sind, die Lautstärke so einstellen, dass kein unangenehmer Hörpegel entsteht. Zum Verhindern von Bränden und elektrischen Schlägen das Gerät weder Regen noch Feuchtigkeit aussetzen. 1 Drücken Sie RADIO ON/OFF, um das Radio einzuschalten. 2 Drücken Sie TUNE +/– zum Einstellen des gewünschten Senders. 3 Stellen Sie mit VOL die Lautstärke ein.: [627, 460, 769, 501]
- body-paragraph: Für Geräte, die für den Gebrauch mit Kopfhörern bestimmt sind, die Lautstärke so einstellen, dass kein unangenehmer Hörpegel entsteht. Zum Verhindern von Bränden und elektrischen Schlägen das Gerät weder Regen noch Feuchtigkeit aussetzen. 1 Drücken Sie RADIO ON/OFF, um das Radio einzuschalten. 2 Drücken Sie TUNE +/– zum Einstellen des gewünschten Senders. 3 Stellen Sie mit VOL die Lautstärke ein.: [2280, 282, 2421, 324]
- body-paragraph: Für Geräte, die für den Gebrauch mit Kopfhörern bestimmt sind, die Lautstärke so einstellen, dass kein unangenehmer Hörpegel entsteht. Zum Verhindern von Bränden und elektrischen Schlägen das Gerät weder Regen noch Feuchtigkeit aussetzen. 1 Drücken Sie RADIO ON/OFF, um das Radio einzuschalten. 2 Drücken Sie TUNE +/– zum Einstellen des gewünschten Senders. 3 Stellen Sie mit VOL die Lautstärke ein.: [328, 466, 469, 507]
- figure-a-tag: A: [8, 547, 19, 558]
- preset-button-label: PRESET (M1-M15): [5, 391, 33, 404]
- body-paragraph: Für Geräte, die für den Gebrauch mit Kopfhörern bestimmt sind, die Lautstärke so einstellen, dass kein unangenehmer Hörpegel entsteht. Zum Verhindern von Bränden und elektrischen Schlägen das Gerät weder Regen noch Feuchtigkeit aussetzen. 1 Drücken Sie RADIO ON/OFF, um das Radio einzuschalten. 2 Drücken Sie TUNE +/– zum Einstellen des gewünschten Senders. 3 Stellen Sie mit VOL die Lautstärke ein.: [2430, 33, 2571, 74]
- brand-logo: SONY: [7, 5, 48, 20]
- body-paragraph: Für Geräte, die für den Gebrauch mit Kopfhörern bestimmt sind, die Lautstärke so einstellen, dass kein unangenehmer Hörpegel entsteht. Zum Verhindern von Bränden und elektrischen Schlägen das Gerät weder Regen noch Feuchtigkeit aussetzen. 1 Drücken Sie RADIO ON/OFF, um das Radio einzuschalten. 2 Drücken Sie TUNE +/– zum Einstellen des gewünschten Senders. 3 Stellen Sie mit VOL die Lautstärke ein.: [1679, 376, 1821, 417]
- body-paragraph: Für Geräte, die für den Gebrauch mit Kopfhörern bestimmt sind, die Lautstärke so einstellen, dass kein unangenehmer Hörpegel entsteht. Zum Verhindern von Bränden und elektrischen Schlägen das Gerät weder Regen noch Feuchtigkeit aussetzen. 1 Drücken Sie RADIO ON/OFF, um das Radio einzuschalten. 2 Drücken Sie TUNE +/– zum Einstellen des gewünschten Senders. 3 Stellen Sie mit VOL die Lautstärke ein.: [1679, 585, 1821, 627]
- text-column: [2425, 11, 2575, 913]
- body-paragraph: Für Geräte, die für den Gebrauch mit Kopfhörern bestimmt sind, die Lautstärke so einstellen, dass kein unangenehmer Hörpegel entsteht. Zum Verhindern von Bränden und elektrischen Schlägen das Gerät weder Regen noch Feuchtigkeit aussetzen. 1 Drücken Sie RADIO ON/OFF, um das Radio einzuschalten. 2 Drücken Sie TUNE +/– zum Einstellen des gewünschten Senders. 3 Stellen Sie mit VOL die Lautstärke ein.: [1528, 246, 1670, 288]
- section-heading: Specifikationer: [1528, 163, 1609, 177]
- section-subheading: Radiová část: [2430, 178, 2471, 187]
- body-paragraph: Für Geräte, die für den Gebrauch mit Kopfhörern bestimmt sind, die Lautstärke so einstellen, dass kein unangenehmer Hörpegel entsteht. Zum Verhindern von Bränden und elektrischen Schlägen das Gerät weder Regen noch Feuchtigkeit aussetzen. 1 Drücken Sie RADIO ON/OFF, um das Radio einzuschalten. 2 Drücken Sie TUNE +/– zum Einstellen des gewünschten Senders. 3 Stellen Sie mit VOL die Lautstärke ein.: [928, 463, 1070, 503]
- body-paragraph: Für Geräte, die für den Gebrauch mit Kopfhörern bestimmt sind, die Lautstärke so einstellen, dass kein unangenehmer Hörpegel entsteht. Zum Verhindern von Bränden und elektrischen Schlägen das Gerät weder Regen noch Feuchtigkeit aussetzen. 1 Drücken Sie RADIO ON/OFF, um das Radio einzuschalten. 2 Drücken Sie TUNE +/– zum Einstellen des gewünschten Senders. 3 Stellen Sie mit VOL die Lautstärke ein.: [1679, 74, 1821, 115]
- display-box: [7, 469, 115, 546]
- body-paragraph: Für Geräte, die für den Gebrauch mit Kopfhörern bestimmt sind, die Lautstärke so einstellen, dass kein unangenehmer Hörpegel entsteht. Zum Verhindern von Bränden und elektrischen Schlägen das Gerät weder Regen noch Feuchtigkeit aussetzen. 1 Drücken Sie RADIO ON/OFF, um das Radio einzuschalten. 2 Drücken Sie TUNE +/– zum Einstellen des gewünschten Senders. 3 Stellen Sie mit VOL die Lautstärke ein.: [1229, 279, 1370, 321]
- body-paragraph: Für Geräte, die für den Gebrauch mit Kopfhörern bestimmt sind, die Lautstärke so einstellen, dass kein unangenehmer Hörpegel entsteht. Zum Verhindern von Bränden und elektrischen Schlägen das Gerät weder Regen noch Feuchtigkeit aussetzen. 1 Drücken Sie RADIO ON/OFF, um das Radio einzuschalten. 2 Drücken Sie TUNE +/– zum Einstellen des gewünschten Senders. 3 Stellen Sie mit VOL die Lautstärke ein.: [328, 835, 469, 876]
- section-heading: Obsluha rádia: [2280, 173, 2354, 186]
- body-paragraph: Für Geräte, die für den Gebrauch mit Kopfhörern bestimmt sind, die Lautstärke so einstellen, dass kein unangenehmer Hörpegel entsteht. Zum Verhindern von Bränden und elektrischen Schlägen das Gerät weder Regen noch Feuchtigkeit aussetzen. 1 Drücken Sie RADIO ON/OFF, um das Radio einzuschalten. 2 Drücken Sie TUNE +/– zum Einstellen des gewünschten Senders. 3 Stellen Sie mit VOL die Lautstärke ein.: [627, 75, 769, 116]
- earpad-label: Ohrpolster Oorkussentje Öronkudde Амбушюры Fülpárna Sluchátková mušle: [105, 229, 161, 271]
- copyright-note: Sony Corporation © 2000 Printed in China: [7, 140, 107, 146]
- spec-table: [1529, 188, 1670, 202]
- body-paragraph: Für Geräte, die für den Gebrauch mit Kopfhörern bestimmt sind, die Lautstärke so einstellen, dass kein unangenehmer Hörpegel entsteht. Zum Verhindern von Bränden und elektrischen Schlägen das Gerät weder Regen noch Feuchtigkeit aussetzen. 1 Drücken Sie RADIO ON/OFF, um das Radio einzuschalten. 2 Drücken Sie TUNE +/– zum Einstellen des gewünschten Senders. 3 Stellen Sie mit VOL die Lautstärke ein.: [928, 633, 1070, 675]
- body-paragraph: Für Geräte, die für den Gebrauch mit Kopfhörern bestimmt sind, die Lautstärke so einstellen, dass kein unangenehmer Hörpegel entsteht. Zum Verhindern von Bränden und elektrischen Schlägen das Gerät weder Regen noch Feuchtigkeit aussetzen. 1 Drücken Sie RADIO ON/OFF, um das Radio einzuschalten. 2 Drücken Sie TUNE +/– zum Einstellen des gewünschten Senders. 3 Stellen Sie mit VOL die Lautstärke ein.: [2130, 534, 2271, 575]
- body-paragraph: Für Geräte, die für den Gebrauch mit Kopfhörern bestimmt sind, die Lautstärke so einstellen, dass kein unangenehmer Hörpegel entsteht. Zum Verhindern von Bränden und elektrischen Schlägen das Gerät weder Regen noch Feuchtigkeit aussetzen. 1 Drücken Sie RADIO ON/OFF, um das Radio einzuschalten. 2 Drücken Sie TUNE +/– zum Einstellen des gewünschten Senders. 3 Stellen Sie mit VOL die Lautstärke ein.: [627, 118, 769, 159]
- body-paragraph: Für Geräte, die für den Gebrauch mit Kopfhörern bestimmt sind, die Lautstärke so einstellen, dass kein unangenehmer Hörpegel entsteht. Zum Verhindern von Bränden und elektrischen Schlägen das Gerät weder Regen noch Feuchtigkeit aussetzen. 1 Drücken Sie RADIO ON/OFF, um das Radio einzuschalten. 2 Drücken Sie TUNE +/– zum Einstellen des gewünschten Senders. 3 Stellen Sie mit VOL die Lautstärke ein.: [1078, 331, 1219, 373]
- body-paragraph: Für Geräte, die für den Gebrauch mit Kopfhörern bestimmt sind, die Lautstärke so einstellen, dass kein unangenehmer Hörpegel entsteht. Zum Verhindern von Bränden und elektrischen Schlägen das Gerät weder Regen noch Feuchtigkeit aussetzen. 1 Drücken Sie RADIO ON/OFF, um das Radio einzuschalten. 2 Drücken Sie TUNE +/– zum Einstellen des gewünschten Senders. 3 Stellen Sie mit VOL die Lautstärke ein.: [328, 578, 469, 620]
- body-paragraph: Für Geräte, die für den Gebrauch mit Kopfhörern bestimmt sind, die Lautstärke so einstellen, dass kein unangenehmer Hörpegel entsteht. Zum Verhindern von Bränden und elektrischen Schlägen das Gerät weder Regen noch Feuchtigkeit aussetzen. 1 Drücken Sie RADIO ON/OFF, um das Radio einzuschalten. 2 Drücken Sie TUNE +/– zum Einstellen des gewünschten Senders. 3 Stellen Sie mit VOL die Lautstärke ein.: [477, 240, 619, 281]
- figure-a-caption: Mit der Seite ⊕ zuerst einlegen. Breng aan de ⊕ zijde omlaag. Sätt i ⊕-sidan först. Вставьте сначала сторону ⊕. Vložte nejprve stranou ⊕.: [22, 549, 102, 579]
- body-paragraph: Für Geräte, die für den Gebrauch mit Kopfhörern bestimmt sind, die Lautstärke so einstellen, dass kein unangenehmer Hörpegel entsteht. Zum Verhindern von Bränden und elektrischen Schlägen das Gerät weder Regen noch Feuchtigkeit aussetzen. 1 Drücken Sie RADIO ON/OFF, um das Radio einzuschalten. 2 Drücken Sie TUNE +/– zum Einstellen des gewünschten Senders. 3 Stellen Sie mit VOL die Lautstärke ein.: [2430, 289, 2571, 330]
- body-paragraph: Für Geräte, die für den Gebrauch mit Kopfhörern bestimmt sind, die Lautstärke so einstellen, dass kein unangenehmer Hörpegel entsteht. Zum Verhindern von Bränden und elektrischen Schlägen das Gerät weder Regen noch Feuchtigkeit aussetzen. 1 Drücken Sie RADIO ON/OFF, um das Radio einzuschalten. 2 Drücken Sie TUNE +/– zum Einstellen des gewünschten Senders. 3 Stellen Sie mit VOL die Lautstärke ein.: [1379, 559, 1520, 601]
- body-paragraph: Für Geräte, die für den Gebrauch mit Kopfhörern bestimmt sind, die Lautstärke so einstellen, dass kein unangenehmer Hörpegel entsteht. Zum Verhindern von Bränden und elektrischen Schlägen das Gerät weder Regen noch Feuchtigkeit aussetzen. 1 Drücken Sie RADIO ON/OFF, um das Radio einzuschalten. 2 Drücken Sie TUNE +/– zum Einstellen des gewünschten Senders. 3 Stellen Sie mit VOL die Lautstärke ein.: [1229, 811, 1370, 852]
- body-paragraph: Für Geräte, die für den Gebrauch mit Kopfhörern bestimmt sind, die Lautstärke so einstellen, dass kein unangenehmer Hörpegel entsteht. Zum Verhindern von Bränden und elektrischen Schlägen das Gerät weder Regen noch Feuchtigkeit aussetzen. 1 Drücken Sie RADIO ON/OFF, um das Radio einzuschalten. 2 Drücken Sie TUNE +/– zum Einstellen des gewünschten Senders. 3 Stellen Sie mit VOL die Lautstärke ein.: [627, 503, 769, 544]
- text-column: [924, 11, 1074, 913]
- body-paragraph: Für Geräte, die für den Gebrauch mit Kopfhörern bestimmt sind, die Lautstärke so einstellen, dass kein unangenehmer Hörpegel entsteht. Zum Verhindern von Bränden und elektrischen Schlägen das Gerät weder Regen noch Feuchtigkeit aussetzen. 1 Drücken Sie RADIO ON/OFF, um das Radio einzuschalten. 2 Drücken Sie TUNE +/– zum Einstellen des gewünschten Senders. 3 Stellen Sie mit VOL die Lautstärke ein.: [1379, 688, 1520, 729]
- section-subheading: Sätta i batteriet (se fig. A): [1229, 503, 1310, 511]
- body-paragraph: Für Geräte, die für den Gebrauch mit Kopfhörern bestimmt sind, die Lautstärke so einstellen, dass kein unangenehmer Hörpegel entsteht. Zum Verhindern von Bränden und elektrischen Schlägen das Gerät weder Regen noch Feuchtigkeit aussetzen. 1 Drücken Sie RADIO ON/OFF, um das Radio einzuschalten. 2 Drücken Sie TUNE +/– zum Einstellen des gewünschten Senders. 3 Stellen Sie mit VOL die Lautstärke ein.: [778, 236, 920, 278]
- body-paragraph: Für Geräte, die für den Gebrauch mit Kopfhörern bestimmt sind, die Lautstärke so einstellen, dass kein unangenehmer Hörpegel entsteht. Zum Verhindern von Bränden und elektrischen Schlägen das Gerät weder Regen noch Feuchtigkeit aussetzen. 1 Drücken Sie RADIO ON/OFF, um das Radio einzuschalten. 2 Drücken Sie TUNE +/– zum Einstellen des gewünschten Senders. 3 Stellen Sie mit VOL die Lautstärke ein.: [1229, 116, 1370, 157]
- warning-badge: VÝSTRAHA: [2130, 18, 2181, 28]
- figure-d-tag: D: [8, 798, 19, 809]
- language-header: Česky: [2125, 0, 2575, 11]
- body-paragraph: Für Geräte, die für den Gebrauch mit Kopfhörern bestimmt sind, die Lautstärke so einstellen, dass kein unangenehmer Hörpegel entsteht. Zum Verhindern von Bränden und elektrischen Schlägen das Gerät weder Regen noch Feuchtigkeit aussetzen. 1 Drücken Sie RADIO ON/OFF, um das Radio einzuschalten. 2 Drücken Sie TUNE +/– zum Einstellen des gewünschten Senders. 3 Stellen Sie mit VOL die Lautstärke ein.: [328, 210, 469, 251]
- body-paragraph: Für Geräte, die für den Gebrauch mit Kopfhörern bestimmt sind, die Lautstärke so einstellen, dass kein unangenehmer Hörpegel entsteht. Zum Verhindern von Bränden und elektrischen Schlägen das Gerät weder Regen noch Feuchtigkeit aussetzen. 1 Drücken Sie RADIO ON/OFF, um das Radio einzuschalten. 2 Drücken Sie TUNE +/– zum Einstellen des gewünschten Senders. 3 Stellen Sie mit VOL die Lautstärke ein.: [928, 43, 1070, 83]
- body-paragraph: Für Geräte, die für den Gebrauch mit Kopfhörern bestimmt sind, die Lautstärke so einstellen, dass kein unangenehmer Hörpegel entsteht. Zum Verhindern von Bränden und elektrischen Schlägen das Gerät weder Regen noch Feuchtigkeit aussetzen. 1 Drücken Sie RADIO ON/OFF, um das Radio einzuschalten. 2 Drücken Sie TUNE +/– zum Einstellen des gewünschten Senders. 3 Stellen Sie mit VOL die Lautstärke ein.: [1679, 462, 1821, 503]
- body-paragraph: Für Geräte, die für den Gebrauch mit Kopfhörern bestimmt sind, die Lautstärke so einstellen, dass kein unangenehmer Hörpegel entsteht. Zum Verhindern von Bränden und elektrischen Schlägen das Gerät weder Regen noch Feuchtigkeit aussetzen. 1 Drücken Sie RADIO ON/OFF, um das Radio einzuschalten. 2 Drücken Sie TUNE +/– zum Einstellen des gewünschten Senders. 3 Stellen Sie mit VOL die Lautstärke ein.: [2430, 460, 2571, 501]
- section-heading: Radioempfang: [477, 19, 555, 31]
- text-column: [1675, 11, 1825, 926]
- body-paragraph: Für Geräte, die für den Gebrauch mit Kopfhörern bestimmt sind, die Lautstärke so einstellen, dass kein unangenehmer Hörpegel entsteht. Zum Verhindern von Bränden und elektrischen Schlägen das Gerät weder Regen noch Feuchtigkeit aussetzen. 1 Drücken Sie RADIO ON/OFF, um das Radio einzuschalten. 2 Drücken Sie TUNE +/– zum Einstellen des gewünschten Senders. 3 Stellen Sie mit VOL die Lautstärke ein.: [1528, 375, 1670, 416]
- body-paragraph: Für Geräte, die für den Gebrauch mit Kopfhörern bestimmt sind, die Lautstärke so einstellen, dass kein unangenehmer Hörpegel entsteht. Zum Verhindern von Bränden und elektrischen Schlägen das Gerät weder Regen noch Feuchtigkeit aussetzen. 1 Drücken Sie RADIO ON/OFF, um das Radio einzuschalten. 2 Drücken Sie TUNE +/– zum Einstellen des gewünschten Senders. 3 Stellen Sie mit VOL die Lautstärke ein.: [928, 677, 1070, 717]
- body-paragraph: Für Geräte, die für den Gebrauch mit Kopfhörern bestimmt sind, die Lautstärke so einstellen, dass kein unangenehmer Hörpegel entsteht. Zum Verhindern von Bränden und elektrischen Schlägen das Gerät weder Regen noch Feuchtigkeit aussetzen. 1 Drücken Sie RADIO ON/OFF, um das Radio einzuschalten. 2 Drücken Sie TUNE +/– zum Einstellen des gewünschten Senders. 3 Stellen Sie mit VOL die Lautstärke ein.: [778, 356, 920, 398]
- language-panel-nederlands: [775, 0, 1225, 916]
- body-paragraph: Für Geräte, die für den Gebrauch mit Kopfhörern bestimmt sind, die Lautstärke so einstellen, dass kein unangenehmer Hörpegel entsteht. Zum Verhindern von Bränden und elektrischen Schlägen das Gerät weder Regen noch Feuchtigkeit aussetzen. 1 Drücken Sie RADIO ON/OFF, um das Radio einzuschalten. 2 Drücken Sie TUNE +/– zum Einstellen des gewünschten Senders. 3 Stellen Sie mit VOL die Lautstärke ein.: [928, 548, 1070, 590]
- body-paragraph: Für Geräte, die für den Gebrauch mit Kopfhörern bestimmt sind, die Lautstärke so einstellen, dass kein unangenehmer Hörpegel entsteht. Zum Verhindern von Bränden und elektrischen Schlägen das Gerät weder Regen noch Feuchtigkeit aussetzen. 1 Drücken Sie RADIO ON/OFF, um das Radio einzuschalten. 2 Drücken Sie TUNE +/– zum Einstellen des gewünschten Senders. 3 Stellen Sie mit VOL die Lautstärke ein.: [928, 505, 1070, 546]
- manual-language-row: [7, 48, 273, 57]
- body-paragraph: Für Geräte, die für den Gebrauch mit Kopfhörern bestimmt sind, die Lautstärke so einstellen, dass kein unangenehmer Hörpegel entsteht. Zum Verhindern von Bränden und elektrischen Schlägen das Gerät weder Regen noch Feuchtigkeit aussetzen. 1 Drücken Sie RADIO ON/OFF, um das Radio einzuschalten. 2 Drücken Sie TUNE +/– zum Einstellen des gewünschten Senders. 3 Stellen Sie mit VOL die Lautstärke ein.: [1379, 85, 1520, 126]
- body-paragraph: Für Geräte, die für den Gebrauch mit Kopfhörern bestimmt sind, die Lautstärke so einstellen, dass kein unangenehmer Hörpegel entsteht. Zum Verhindern von Bränden und elektrischen Schlägen das Gerät weder Regen noch Feuchtigkeit aussetzen. 1 Drücken Sie RADIO ON/OFF, um das Radio einzuschalten. 2 Drücken Sie TUNE +/– zum Einstellen des gewünschten Senders. 3 Stellen Sie mit VOL die Lautstärke ein.: [2430, 375, 2571, 416]
- body-paragraph: Für Geräte, die für den Gebrauch mit Kopfhörern bestimmt sind, die Lautstärke so einstellen, dass kein unangenehmer Hörpegel entsteht. Zum Verhindern von Bränden und elektrischen Schlägen das Gerät weder Regen noch Feuchtigkeit aussetzen. 1 Drücken Sie RADIO ON/OFF, um das Radio einzuschalten. 2 Drücken Sie TUNE +/– zum Einstellen des gewünschten Senders. 3 Stellen Sie mit VOL die Lautstärke ein.: [778, 400, 920, 440]
- body-paragraph: Für Geräte, die für den Gebrauch mit Kopfhörern bestimmt sind, die Lautstärke so einstellen, dass kein unangenehmer Hörpegel entsteht. Zum Verhindern von Bränden und elektrischen Schlägen das Gerät weder Regen noch Feuchtigkeit aussetzen. 1 Drücken Sie RADIO ON/OFF, um das Radio einzuschalten. 2 Drücken Sie TUNE +/– zum Einstellen des gewünschten Senders. 3 Stellen Sie mit VOL die Lautstärke ein.: [2130, 197, 2271, 239]
- body-paragraph: Für Geräte, die für den Gebrauch mit Kopfhörern bestimmt sind, die Lautstärke so einstellen, dass kein unangenehmer Hörpegel entsteht. Zum Verhindern von Bränden und elektrischen Schlägen das Gerät weder Regen noch Feuchtigkeit aussetzen. 1 Drücken Sie RADIO ON/OFF, um das Radio einzuschalten. 2 Drücken Sie TUNE +/– zum Einstellen des gewünschten Senders. 3 Stellen Sie mit VOL die Lautstärke ein.: [2280, 590, 2421, 632]
- language-header: Русский: [1675, 0, 2125, 11]
- section-heading: Voorzorgsmaatregelen: [1078, 19, 1198, 31]
- body-paragraph: Für Geräte, die für den Gebrauch mit Kopfhörern bestimmt sind, die Lautstärke so einstellen, dass kein unangenehmer Hörpegel entsteht. Zum Verhindern von Bränden und elektrischen Schlägen das Gerät weder Regen noch Feuchtigkeit aussetzen. 1 Drücken Sie RADIO ON/OFF, um das Radio einzuschalten. 2 Drücken Sie TUNE +/– zum Einstellen des gewünschten Senders. 3 Stellen Sie mit VOL die Lautstärke ein.: [2430, 75, 2571, 116]
- spec-table: [1980, 200, 2121, 213]
- body-paragraph: Für Geräte, die für den Gebrauch mit Kopfhörern bestimmt sind, die Lautstärke so einstellen, dass kein unangenehmer Hörpegel entsteht. Zum Verhindern von Bränden und elektrischen Schlägen das Gerät weder Regen noch Feuchtigkeit aussetzen. 1 Drücken Sie RADIO ON/OFF, um das Radio einzuschalten. 2 Drücken Sie TUNE +/– zum Einstellen des gewünschten Senders. 3 Stellen Sie mit VOL die Lautstärke ein.: [328, 663, 469, 705]
- tune-label: TUNE +/–: [160, 469, 187, 475]
- body-paragraph: Für Geräte, die für den Gebrauch mit Kopfhörern bestimmt sind, die Lautstärke so einstellen, dass kein unangenehmer Hörpegel entsteht. Zum Verhindern von Bränden und elektrischen Schlägen das Gerät weder Regen noch Feuchtigkeit aussetzen. 1 Drücken Sie RADIO ON/OFF, um das Radio einzuschalten. 2 Drücken Sie TUNE +/– zum Einstellen des gewünschten Senders. 3 Stellen Sie mit VOL die Lautstärke ein.: [627, 203, 769, 245]
- body-paragraph: Für Geräte, die für den Gebrauch mit Kopfhörern bestimmt sind, die Lautstärke so einstellen, dass kein unangenehmer Hörpegel entsteht. Zum Verhindern von Bränden und elektrischen Schlägen das Gerät weder Regen noch Feuchtigkeit aussetzen. 1 Drücken Sie RADIO ON/OFF, um das Radio einzuschalten. 2 Drücken Sie TUNE +/– zum Einstellen des gewünschten Senders. 3 Stellen Sie mit VOL die Lautstärke ein.: [778, 279, 920, 321]
- body-paragraph: Für Geräte, die für den Gebrauch mit Kopfhörern bestimmt sind, die Lautstärke so einstellen, dass kein unangenehmer Hörpegel entsteht. Zum Verhindern von Bränden und elektrischen Schlägen das Gerät weder Regen noch Feuchtigkeit aussetzen. 1 Drücken Sie RADIO ON/OFF, um das Radio einzuschalten. 2 Drücken Sie TUNE +/– zum Einstellen des gewünschten Senders. 3 Stellen Sie mit VOL die Lautstärke ein.: [2280, 197, 2421, 239]
- body-paragraph: Für Geräte, die für den Gebrauch mit Kopfhörern bestimmt sind, die Lautstärke so einstellen, dass kein unangenehmer Hörpegel entsteht. Zum Verhindern von Bränden und elektrischen Schlägen das Gerät weder Regen noch Feuchtigkeit aussetzen. 1 Drücken Sie RADIO ON/OFF, um das Radio einzuschalten. 2 Drücken Sie TUNE +/– zum Einstellen des gewünschten Senders. 3 Stellen Sie mit VOL die Lautstärke ein.: [1829, 455, 1971, 495]
- display-description: Für Geräte, die für den Gebrauch mit Kopfhörern bestimmt sind, die Lautstärke so einstellen, dass kein unangenehmer Hörpegel entsteht. Zum Verhindern von Bränden und elektrischen Schlägen das Gerät weder Regen noch Feuchtigkeit aussetzen. 1 Drücken Sie RADIO ON/OFF, um das Radio einzuschalten. 2 Drücken Sie TUNE +/– zum Einstellen des gewünschten Senders. 3 Stellen Sie mit VOL die Lautstärke ein.: [11, 482, 108, 546]
- body-paragraph: Für Geräte, die für den Gebrauch mit Kopfhörern bestimmt sind, die Lautstärke so einstellen, dass kein unangenehmer Hörpegel entsteht. Zum Verhindern von Bränden und elektrischen Schlägen das Gerät weder Regen noch Feuchtigkeit aussetzen. 1 Drücken Sie RADIO ON/OFF, um das Radio einzuschalten. 2 Drücken Sie TUNE +/– zum Einstellen des gewünschten Senders. 3 Stellen Sie mit VOL die Lautstärke ein.: [2130, 371, 2271, 413]
- body-paragraph: Für Geräte, die für den Gebrauch mit Kopfhörern bestimmt sind, die Lautstärke so einstellen, dass kein unangenehmer Hörpegel entsteht. Zum Verhindern von Bränden und elektrischen Schlägen das Gerät weder Regen noch Feuchtigkeit aussetzen. 1 Drücken Sie RADIO ON/OFF, um das Radio einzuschalten. 2 Drücken Sie TUNE +/– zum Einstellen des gewünschten Senders. 3 Stellen Sie mit VOL die Lautstärke ein.: [2130, 834, 2271, 875]
- body-paragraph: Für Geräte, die für den Gebrauch mit Kopfhörern bestimmt sind, die Lautstärke so einstellen, dass kein unangenehmer Hörpegel entsteht. Zum Verhindern von Bränden und elektrischen Schlägen das Gerät weder Regen noch Feuchtigkeit aussetzen. 1 Drücken Sie RADIO ON/OFF, um das Radio einzuschalten. 2 Drücken Sie TUNE +/– zum Einstellen des gewünschten Senders. 3 Stellen Sie mit VOL die Lautstärke ein.: [1528, 503, 1670, 544]
- body-paragraph: Für Geräte, die für den Gebrauch mit Kopfhörern bestimmt sind, die Lautstärke so einstellen, dass kein unangenehmer Hörpegel entsteht. Zum Verhindern von Bränden und elektrischen Schlägen das Gerät weder Regen noch Feuchtigkeit aussetzen. 1 Drücken Sie RADIO ON/OFF, um das Radio einzuschalten. 2 Drücken Sie TUNE +/– zum Einstellen des gewünschten Senders. 3 Stellen Sie mit VOL die Lautstärke ein.: [328, 877, 469, 919]
- section-heading: Меры предосторожности: [1979, 19, 2119, 31]
- section-heading: Kenmerken: [778, 324, 839, 337]
- sens-switch-label: SENS (DX LOCAL): [5, 424, 42, 438]
- body-paragraph: Für Geräte, die für den Gebrauch mit Kopfhörern bestimmt sind, die Lautstärke so einstellen, dass kein unangenehmer Hörpegel entsteht. Zum Verhindern von Bränden und elektrischen Schlägen das Gerät weder Regen noch Feuchtigkeit aussetzen. 1 Drücken Sie RADIO ON/OFF, um das Radio einzuschalten. 2 Drücken Sie TUNE +/– zum Einstellen des gewünschten Senders. 3 Stellen Sie mit VOL die Lautstärke ein.: [778, 811, 920, 852]
- body-paragraph: Für Geräte, die für den Gebrauch mit Kopfhörern bestimmt sind, die Lautstärke so einstellen, dass kein unangenehmer Hörpegel entsteht. Zum Verhindern von Bränden und elektrischen Schlägen das Gerät weder Regen noch Feuchtigkeit aussetzen. 1 Drücken Sie RADIO ON/OFF, um das Radio einzuschalten. 2 Drücken Sie TUNE +/– zum Einstellen des gewünschten Senders. 3 Stellen Sie mit VOL die Lautstärke ein.: [328, 749, 469, 790]
- body-paragraph: Für Geräte, die für den Gebrauch mit Kopfhörern bestimmt sind, die Lautstärke so einstellen, dass kein unangenehmer Hörpegel entsteht. Zum Verhindern von Bränden und elektrischen Schlägen das Gerät weder Regen noch Feuchtigkeit aussetzen. 1 Drücken Sie RADIO ON/OFF, um das Radio einzuschalten. 2 Drücken Sie TUNE +/– zum Einstellen des gewünschten Senders. 3 Stellen Sie mit VOL die Lautstärke ein.: [928, 85, 1070, 126]
- body-paragraph: Für Geräte, die für den Gebrauch mit Kopfhörern bestimmt sind, die Lautstärke so einstellen, dass kein unangenehmer Hörpegel entsteht. Zum Verhindern von Bränden und elektrischen Schlägen das Gerät weder Regen noch Feuchtigkeit aussetzen. 1 Drücken Sie RADIO ON/OFF, um das Radio einzuschalten. 2 Drücken Sie TUNE +/– zum Einstellen des gewünschten Senders. 3 Stellen Sie mit VOL die Lautstärke ein.: [328, 380, 469, 422]
- body-paragraph: Für Geräte, die für den Gebrauch mit Kopfhörern bestimmt sind, die Lautstärke so einstellen, dass kein unangenehmer Hörpegel entsteht. Zum Verhindern von Bränden und elektrischen Schlägen das Gerät weder Regen noch Feuchtigkeit aussetzen. 1 Drücken Sie RADIO ON/OFF, um das Radio einzuschalten. 2 Drücken Sie TUNE +/– zum Einstellen des gewünschten Senders. 3 Stellen Sie mit VOL die Lautstärke ein.: [2430, 331, 2571, 373]
- spec-cell: FM: [1079, 189, 1102, 195]
- body-paragraph: Für Geräte, die für den Gebrauch mit Kopfhörern bestimmt sind, die Lautstärke so einstellen, dass kein unangenehmer Hörpegel entsteht. Zum Verhindern von Bränden und elektrischen Schlägen das Gerät weder Regen noch Feuchtigkeit aussetzen. 1 Drücken Sie RADIO ON/OFF, um das Radio einzuschalten. 2 Drücken Sie TUNE +/– zum Einstellen des gewünschten Senders. 3 Stellen Sie mit VOL die Lautstärke ein.: [1379, 294, 1520, 336]
- body-paragraph: Für Geräte, die für den Gebrauch mit Kopfhörern bestimmt sind, die Lautstärke so einstellen, dass kein unangenehmer Hörpegel entsteht. Zum Verhindern von Bränden und elektrischen Schlägen das Gerät weder Regen noch Feuchtigkeit aussetzen. 1 Drücken Sie RADIO ON/OFF, um das Radio einzuschalten. 2 Drücken Sie TUNE +/– zum Einstellen des gewünschten Senders. 3 Stellen Sie mit VOL die Lautstärke ein.: [328, 252, 469, 294]
- spec-cell: FM: [1079, 195, 1102, 202]
- section-heading: Vorbereitungen: [328, 511, 410, 525]
- model-number: SHR-M1: [7, 121, 66, 138]
- body-paragraph: Für Geräte, die für den Gebrauch mit Kopfhörern bestimmt sind, die Lautstärke so einstellen, dass kein unangenehmer Hörpegel entsteht. Zum Verhindern von Bränden und elektrischen Schlägen das Gerät weder Regen noch Feuchtigkeit aussetzen. 1 Drücken Sie RADIO ON/OFF, um das Radio einzuschalten. 2 Drücken Sie TUNE +/– zum Einstellen des gewünschten Senders. 3 Stellen Sie mit VOL die Lautstärke ein.: [778, 597, 920, 638]
- section-heading: Charakteristika: [2130, 503, 2210, 516]
- manual-language-row: [7, 83, 273, 92]
- body-paragraph: Für Geräte, die für den Gebrauch mit Kopfhörern bestimmt sind, die Lautstärke so einstellen, dass kein unangenehmer Hörpegel entsteht. Zum Verhindern von Bränden und elektrischen Schlägen das Gerät weder Regen noch Feuchtigkeit aussetzen. 1 Drücken Sie RADIO ON/OFF, um das Radio einzuschalten. 2 Drücken Sie TUNE +/– zum Einstellen des gewünschten Senders. 3 Stellen Sie mit VOL die Lautstärke ein.: [2130, 791, 2271, 832]
- section-heading: Een MD WALKMAN, CD WALKMAN, enz. beluisteren (zie fig. D): [928, 339, 1053, 376]
- text-column: [624, 11, 774, 913]
- body-paragraph: Für Geräte, die für den Gebrauch mit Kopfhörern bestimmt sind, die Lautstärke so einstellen, dass kein unangenehmer Hörpegel entsteht. Zum Verhindern von Bränden und elektrischen Schlägen das Gerät weder Regen noch Feuchtigkeit aussetzen. 1 Drücken Sie RADIO ON/OFF, um das Radio einzuschalten. 2 Drücken Sie TUNE +/– zum Einstellen des gewünschten Senders. 3 Stellen Sie mit VOL die Lautstärke ein.: [2280, 240, 2421, 281]
- body-paragraph: Für Geräte, die für den Gebrauch mit Kopfhörern bestimmt sind, die Lautstärke so einstellen, dass kein unangenehmer Hörpegel entsteht. Zum Verhindern von Bränden und elektrischen Schlägen das Gerät weder Regen noch Feuchtigkeit aussetzen. 1 Drücken Sie RADIO ON/OFF, um das Radio einzuschalten. 2 Drücken Sie TUNE +/– zum Einstellen des gewünschten Senders. 3 Stellen Sie mit VOL die Lautstärke ein.: [2130, 116, 2271, 157]
- section-subheading: – Предварительная установка: [1829, 223, 1930, 232]
- body-paragraph: Für Geräte, die für den Gebrauch mit Kopfhörern bestimmt sind, die Lautstärke so einstellen, dass kein unangenehmer Hörpegel entsteht. Zum Verhindern von Bränden und elektrischen Schlägen das Gerät weder Regen noch Feuchtigkeit aussetzen. 1 Drücken Sie RADIO ON/OFF, um das Radio einzuschalten. 2 Drücken Sie TUNE +/– zum Einstellen des gewünschten Senders. 3 Stellen Sie mit VOL die Lautstärke ein.: [1078, 75, 1219, 116]
- body-paragraph: Für Geräte, die für den Gebrauch mit Kopfhörern bestimmt sind, die Lautstärke so einstellen, dass kein unangenehmer Hörpegel entsteht. Zum Verhindern von Bränden und elektrischen Schlägen das Gerät weder Regen noch Feuchtigkeit aussetzen. 1 Drücken Sie RADIO ON/OFF, um das Radio einzuschalten. 2 Drücken Sie TUNE +/– zum Einstellen des gewünschten Senders. 3 Stellen Sie mit VOL die Lautstärke ein.: [1679, 248, 1821, 289]
- section-subheading: Radio: [1528, 178, 1548, 187]
- manual-language-name: Käyttöohjeet: [140, 66, 180, 74]
- body-paragraph: Für Geräte, die für den Gebrauch mit Kopfhörern bestimmt sind, die Lautstärke so einstellen, dass kein unangenehmer Hörpegel entsteht. Zum Verhindern von Bränden und elektrischen Schlägen das Gerät weder Regen noch Feuchtigkeit aussetzen. 1 Drücken Sie RADIO ON/OFF, um das Radio einzuschalten. 2 Drücken Sie TUNE +/– zum Einstellen des gewünschten Senders. 3 Stellen Sie mit VOL die Lautstärke ein.: [1078, 246, 1219, 288]
- body-paragraph: Für Geräte, die für den Gebrauch mit Kopfhörern bestimmt sind, die Lautstärke so einstellen, dass kein unangenehmer Hörpegel entsteht. Zum Verhindern von Bränden und elektrischen Schlägen das Gerät weder Regen noch Feuchtigkeit aussetzen. 1 Drücken Sie RADIO ON/OFF, um das Radio einzuschalten. 2 Drücken Sie TUNE +/– zum Einstellen des gewünschten Senders. 3 Stellen Sie mit VOL die Lautstärke ein.: [328, 295, 469, 336]
- text-column: [2125, 11, 2275, 918]
- manual-language-row: [7, 57, 273, 66]
- body-paragraph: Für Geräte, die für den Gebrauch mit Kopfhörern bestimmt sind, die Lautstärke so einstellen, dass kein unangenehmer Hörpegel entsteht. Zum Verhindern von Bränden und elektrischen Schlägen das Gerät weder Regen noch Feuchtigkeit aussetzen. 1 Drücken Sie RADIO ON/OFF, um das Radio einzuschalten. 2 Drücken Sie TUNE +/– zum Einstellen des gewünschten Senders. 3 Stellen Sie mit VOL die Lautstärke ein.: [1829, 139, 1971, 180]
- body-paragraph: Für Geräte, die für den Gebrauch mit Kopfhörern bestimmt sind, die Lautstärke so einstellen, dass kein unangenehmer Hörpegel entsteht. Zum Verhindern von Bränden und elektrischen Schlägen das Gerät weder Regen noch Feuchtigkeit aussetzen. 1 Drücken Sie RADIO ON/OFF, um das Radio einzuschalten. 2 Drücken Sie TUNE +/– zum Einstellen des gewünschten Senders. 3 Stellen Sie mit VOL die Lautstärke ein.: [928, 719, 1070, 760]
- body-paragraph: Für Geräte, die für den Gebrauch mit Kopfhörern bestimmt sind, die Lautstärke so einstellen, dass kein unangenehmer Hörpegel entsteht. Zum Verhindern von Bränden und elektrischen Schlägen das Gerät weder Regen noch Feuchtigkeit aussetzen. 1 Drücken Sie RADIO ON/OFF, um das Radio einzuschalten. 2 Drücken Sie TUNE +/– zum Einstellen des gewünschten Senders. 3 Stellen Sie mit VOL die Lautstärke ein.: [2280, 548, 2421, 590]
- body-paragraph: Für Geräte, die für den Gebrauch mit Kopfhörern bestimmt sind, die Lautstärke so einstellen, dass kein unangenehmer Hörpegel entsteht. Zum Verhindern von Bränden und elektrischen Schlägen das Gerät weder Regen noch Feuchtigkeit aussetzen. 1 Drücken Sie RADIO ON/OFF, um das Radio einzuschalten. 2 Drücken Sie TUNE +/– zum Einstellen des gewünschten Senders. 3 Stellen Sie mit VOL die Lautstärke ein.: [1979, 75, 2121, 116]
- body-paragraph: Für Geräte, die für den Gebrauch mit Kopfhörern bestimmt sind, die Lautstärke so einstellen, dass kein unangenehmer Hörpegel entsteht. Zum Verhindern von Bränden und elektrischen Schlägen das Gerät weder Regen noch Feuchtigkeit aussetzen. 1 Drücken Sie RADIO ON/OFF, um das Radio einzuschalten. 2 Drücken Sie TUNE +/– zum Einstellen des gewünschten Senders. 3 Stellen Sie mit VOL die Lautstärke ein.: [1679, 756, 1821, 797]
- body-paragraph: Für Geräte, die für den Gebrauch mit Kopfhörern bestimmt sind, die Lautstärke so einstellen, dass kein unangenehmer Hörpegel entsteht. Zum Verhindern von Bränden und elektrischen Schlägen das Gerät weder Regen noch Feuchtigkeit aussetzen. 1 Drücken Sie RADIO ON/OFF, um das Radio einzuschalten. 2 Drücken Sie TUNE +/– zum Einstellen des gewünschten Senders. 3 Stellen Sie mit VOL die Lautstärke ein.: [1679, 116, 1821, 157]
- body-paragraph: Für Geräte, die für den Gebrauch mit Kopfhörern bestimmt sind, die Lautstärke so einstellen, dass kein unangenehmer Hörpegel entsteht. Zum Verhindern von Bränden und elektrischen Schlägen das Gerät weder Regen noch Feuchtigkeit aussetzen. 1 Drücken Sie RADIO ON/OFF, um das Radio einzuschalten. 2 Drücken Sie TUNE +/– zum Einstellen des gewünschten Senders. 3 Stellen Sie mit VOL die Lautstärke ein.: [778, 74, 920, 115]
- body-paragraph: Für Geräte, die für den Gebrauch mit Kopfhörern bestimmt sind, die Lautstärke so einstellen, dass kein unangenehmer Hörpegel entsteht. Zum Verhindern von Bränden und elektrischen Schlägen das Gerät weder Regen noch Feuchtigkeit aussetzen. 1 Drücken Sie RADIO ON/OFF, um das Radio einzuschalten. 2 Drücken Sie TUNE +/– zum Einstellen des gewünschten Senders. 3 Stellen Sie mit VOL die Lautstärke ein.: [1229, 725, 1370, 766]
- body-paragraph: Für Geräte, die für den Gebrauch mit Kopfhörern bestimmt sind, die Lautstärke so einstellen, dass kein unangenehmer Hörpegel entsteht. Zum Verhindern von Bränden und elektrischen Schlägen das Gerät weder Regen noch Feuchtigkeit aussetzen. 1 Drücken Sie RADIO ON/OFF, um das Radio einzuschalten. 2 Drücken Sie TUNE +/– zum Einstellen des gewünschten Senders. 3 Stellen Sie mit VOL die Lautstärke ein.: [2130, 706, 2271, 747]
- body-paragraph: Für Geräte, die für den Gebrauch mit Kopfhörern bestimmt sind, die Lautstärke so einstellen, dass kein unangenehmer Hörpegel entsteht. Zum Verhindern von Bränden und elektrischen Schlägen das Gerät weder Regen noch Feuchtigkeit aussetzen. 1 Drücken Sie RADIO ON/OFF, um das Radio einzuschalten. 2 Drücken Sie TUNE +/– zum Einstellen des gewünschten Senders. 3 Stellen Sie mit VOL die Lautstärke ein.: [2430, 503, 2571, 544]
- body-paragraph: Für Geräte, die für den Gebrauch mit Kopfhörern bestimmt sind, die Lautstärke so einstellen, dass kein unangenehmer Hörpegel entsteht. Zum Verhindern von Bränden und elektrischen Schlägen das Gerät weder Regen noch Feuchtigkeit aussetzen. 1 Drücken Sie RADIO ON/OFF, um das Radio einzuschalten. 2 Drücken Sie TUNE +/– zum Einstellen des gewünschten Senders. 3 Stellen Sie mit VOL die Lautstärke ein.: [1679, 714, 1821, 755]
- battery-cover-label: Batteriefachdeckel Deksel batterijvak Lock till batterifacket Крышка батарейного отсека Elemtartó fedele Kryt prostoru: [240, 229, 295, 313]
- body-paragraph: Für Geräte, die für den Gebrauch mit Kopfhörern bestimmt sind, die Lautstärke so einstellen, dass kein unangenehmer Hörpegel entsteht. Zum Verhindern von Bränden und elektrischen Schlägen das Gerät weder Regen noch Feuchtigkeit aussetzen. 1 Drücken Sie RADIO ON/OFF, um das Radio einzuschalten. 2 Drücken Sie TUNE +/– zum Einstellen des gewünschten Senders. 3 Stellen Sie mit VOL die Lautstärke ein.: [1229, 442, 1370, 483]
- body-paragraph: Für Geräte, die für den Gebrauch mit Kopfhörern bestimmt sind, die Lautstärke so einstellen, dass kein unangenehmer Hörpegel entsteht. Zum Verhindern von Bränden und elektrischen Schlägen das Gerät weder Regen noch Feuchtigkeit aussetzen. 1 Drücken Sie RADIO ON/OFF, um das Radio einzuschalten. 2 Drücken Sie TUNE +/– zum Einstellen des gewünschten Senders. 3 Stellen Sie mit VOL die Lautstärke ein.: [1979, 257, 2121, 299]
- spec-cell: FM: [628, 195, 651, 202]
- body-paragraph: Für Geräte, die für den Gebrauch mit Kopfhörern bestimmt sind, die Lautstärke so einstellen, dass kein unangenehmer Hörpegel entsteht. Zum Verhindern von Bränden und elektrischen Schlägen das Gerät weder Regen noch Feuchtigkeit aussetzen. 1 Drücken Sie RADIO ON/OFF, um das Radio einzuschalten. 2 Drücken Sie TUNE +/– zum Einstellen des gewünschten Senders. 3 Stellen Sie mit VOL die Lautstärke ein.: [1229, 356, 1370, 398]
- figure-d-audio-in: AUDIO IN: [13, 887, 42, 893]
- language-panel-svenska: [1225, 0, 1675, 916]
- body-paragraph: Für Geräte, die für den Gebrauch mit Kopfhörern bestimmt sind, die Lautstärke so einstellen, dass kein unangenehmer Hörpegel entsteht. Zum Verhindern von Bränden und elektrischen Schlägen das Gerät weder Regen noch Feuchtigkeit aussetzen. 1 Drücken Sie RADIO ON/OFF, um das Radio einzuschalten. 2 Drücken Sie TUNE +/– zum Einstellen des gewünschten Senders. 3 Stellen Sie mit VOL die Lautstärke ein.: [477, 376, 619, 418]
- section-heading: Voorbereidingen: [778, 487, 866, 501]
- radio-on-off-label: RADIO ON/OFF: [213, 371, 258, 377]
- body-paragraph: Für Geräte, die für den Gebrauch mit Kopfhörern bestimmt sind, die Lautstärke so einstellen, dass kein unangenehmer Hörpegel entsteht. Zum Verhindern von Bränden und elektrischen Schlägen das Gerät weder Regen noch Feuchtigkeit aussetzen. 1 Drücken Sie RADIO ON/OFF, um das Radio einzuschalten. 2 Drücken Sie TUNE +/– zum Einstellen des gewünschten Senders. 3 Stellen Sie mit VOL die Lautstärke ein.: [1229, 236, 1370, 278]
- section-subheading: Děkujeme Vám, že jste si vybrali toto rádio Sony.: [2130, 354, 2265, 371]
- body-paragraph: Für Geräte, die für den Gebrauch mit Kopfhörern bestimmt sind, die Lautstärke so einstellen, dass kein unangenehmer Hörpegel entsteht. Zum Verhindern von Bränden und elektrischen Schlägen das Gerät weder Regen noch Feuchtigkeit aussetzen. 1 Drücken Sie RADIO ON/OFF, um das Radio einzuschalten. 2 Drücken Sie TUNE +/– zum Einstellen des gewünschten Senders. 3 Stellen Sie mit VOL die Lautstärke ein.: [1078, 503, 1219, 544]
- section-heading: Перед началом эксплуатации: [1679, 162, 1764, 186]
- body-paragraph: Für Geräte, die für den Gebrauch mit Kopfhörern bestimmt sind, die Lautstärke so einstellen, dass kein unangenehmer Hörpegel entsteht. Zum Verhindern von Bränden und elektrischen Schlägen das Gerät weder Regen noch Feuchtigkeit aussetzen. 1 Drücken Sie RADIO ON/OFF, um das Radio einzuschalten. 2 Drücken Sie TUNE +/– zum Einstellen des gewünschten Senders. 3 Stellen Sie mit VOL die Lautstärke ein.: [477, 463, 619, 503]
- body-paragraph: Für Geräte, die für den Gebrauch mit Kopfhörern bestimmt sind, die Lautstärke so einstellen, dass kein unangenehmer Hörpegel entsteht. Zum Verhindern von Bränden und elektrischen Schlägen das Gerät weder Regen noch Feuchtigkeit aussetzen. 1 Drücken Sie RADIO ON/OFF, um das Radio einzuschalten. 2 Drücken Sie TUNE +/– zum Einstellen des gewünschten Senders. 3 Stellen Sie mit VOL die Lautstärke ein.: [928, 209, 1070, 250]
- section-subheading: – Ladění předvoleb: [2130, 188, 2191, 197]
- text-column: [1975, 11, 2125, 913]
- body-paragraph: Für Geräte, die für den Gebrauch mit Kopfhörern bestimmt sind, die Lautstärke so einstellen, dass kein unangenehmer Hörpegel entsteht. Zum Verhindern von Bränden und elektrischen Schlägen das Gerät weder Regen noch Feuchtigkeit aussetzen. 1 Drücken Sie RADIO ON/OFF, um das Radio einzuschalten. 2 Drücken Sie TUNE +/– zum Einstellen des gewünschten Senders. 3 Stellen Sie mit VOL die Lautstärke ein.: [1528, 331, 1670, 373]
- manual-language-name: Bedienungsanleitung: [7, 48, 74, 56]
- body-paragraph: Für Geräte, die für den Gebrauch mit Kopfhörern bestimmt sind, die Lautstärke so einstellen, dass kein unangenehmer Hörpegel entsteht. Zum Verhindern von Bränden und elektrischen Schlägen das Gerät weder Regen noch Feuchtigkeit aussetzen. 1 Drücken Sie RADIO ON/OFF, um das Radio einzuschalten. 2 Drücken Sie TUNE +/– zum Einstellen des gewünschten Senders. 3 Stellen Sie mit VOL die Lautstärke ein.: [1829, 317, 1971, 359]
- text-column: [1524, 11, 1674, 913]
- body-paragraph: Für Geräte, die für den Gebrauch mit Kopfhörern bestimmt sind, die Lautstärke so einstellen, dass kein unangenehmer Hörpegel entsteht. Zum Verhindern von Bränden und elektrischen Schlägen das Gerät weder Regen noch Feuchtigkeit aussetzen. 1 Drücken Sie RADIO ON/OFF, um das Radio einzuschalten. 2 Drücken Sie TUNE +/– zum Einstellen des gewünschten Senders. 3 Stellen Sie mit VOL die Lautstärke ein.: [1078, 417, 1219, 458]
- section-heading: Než začnete přístroj používat: [2130, 328, 2235, 352]
- body-paragraph: Für Geräte, die für den Gebrauch mit Kopfhörern bestimmt sind, die Lautstärke so einstellen, dass kein unangenehmer Hörpegel entsteht. Zum Verhindern von Bränden und elektrischen Schlägen das Gerät weder Regen noch Feuchtigkeit aussetzen. 1 Drücken Sie RADIO ON/OFF, um das Radio einzuschalten. 2 Drücken Sie TUNE +/– zum Einstellen des gewünschten Senders. 3 Stellen Sie mit VOL die Lautstärke ein.: [778, 554, 920, 596]
- manual-language-name: Használati útmutató: [140, 75, 203, 83]
- body-paragraph: Für Geräte, die für den Gebrauch mit Kopfhörern bestimmt sind, die Lautstärke so einstellen, dass kein unangenehmer Hörpegel entsteht. Zum Verhindern von Bränden und elektrischen Schlägen das Gerät weder Regen noch Feuchtigkeit aussetzen. 1 Drücken Sie RADIO ON/OFF, um das Radio einzuschalten. 2 Drücken Sie TUNE +/– zum Einstellen des gewünschten Senders. 3 Stellen Sie mit VOL die Lautstärke ein.: [2430, 417, 2571, 458]
- body-paragraph: Für Geräte, die für den Gebrauch mit Kopfhörern bestimmt sind, die Lautstärke so einstellen, dass kein unangenehmer Hörpegel entsteht. Zum Verhindern von Bränden und elektrischen Schlägen das Gerät weder Regen noch Feuchtigkeit aussetzen. 1 Drücken Sie RADIO ON/OFF, um das Radio einzuschalten. 2 Drücken Sie TUNE +/– zum Einstellen des gewünschten Senders. 3 Stellen Sie mit VOL die Lautstärke ein.: [1679, 290, 1821, 332]
- body-paragraph: Für Geräte, die für den Gebrauch mit Kopfhörern bestimmt sind, die Lautstärke so einstellen, dass kein unangenehmer Hörpegel entsteht. Zum Verhindern von Bränden und elektrischen Schlägen das Gerät weder Regen noch Feuchtigkeit aussetzen. 1 Drücken Sie RADIO ON/OFF, um das Radio einzuschalten. 2 Drücken Sie TUNE +/– zum Einstellen des gewünschten Senders. 3 Stellen Sie mit VOL die Lautstärke ein.: [2280, 376, 2421, 418]
- body-paragraph: Für Geräte, die für den Gebrauch mit Kopfhörern bestimmt sind, die Lautstärke so einstellen, dass kein unangenehmer Hörpegel entsteht. Zum Verhindern von Bränden und elektrischen Schlägen das Gerät weder Regen noch Feuchtigkeit aussetzen. 1 Drücken Sie RADIO ON/OFF, um das Radio einzuschalten. 2 Drücken Sie TUNE +/– zum Einstellen des gewünschten Senders. 3 Stellen Sie mit VOL die Lautstärke ein.: [2280, 505, 2421, 546]
- body-paragraph: Für Geräte, die für den Gebrauch mit Kopfhörern bestimmt sind, die Lautstärke so einstellen, dass kein unangenehmer Hörpegel entsteht. Zum Verhindern von Bränden und elektrischen Schlägen das Gerät weder Regen noch Feuchtigkeit aussetzen. 1 Drücken Sie RADIO ON/OFF, um das Radio einzuschalten. 2 Drücken Sie TUNE +/– zum Einstellen des gewünschten Senders. 3 Stellen Sie mit VOL die Lautstärke ein.: [477, 677, 619, 717]
- language-panel-русский: [1675, 0, 2126, 926]
- body-paragraph: Für Geräte, die für den Gebrauch mit Kopfhörern bestimmt sind, die Lautstärke so einstellen, dass kein unangenehmer Hörpegel entsteht. Zum Verhindern von Bränden und elektrischen Schlägen das Gerät weder Regen noch Feuchtigkeit aussetzen. 1 Drücken Sie RADIO ON/OFF, um das Radio einzuschalten. 2 Drücken Sie TUNE +/– zum Einstellen des gewünschten Senders. 3 Stellen Sie mit VOL die Lautstärke ein.: [477, 719, 619, 760]
- text-column: [775, 11, 925, 913]
- body-paragraph: Für Geräte, die für den Gebrauch mit Kopfhörern bestimmt sind, die Lautstärke so einstellen, dass kein unangenehmer Hörpegel entsteht. Zum Verhindern von Bränden und elektrischen Schlägen das Gerät weder Regen noch Feuchtigkeit aussetzen. 1 Drücken Sie RADIO ON/OFF, um das Radio einzuschalten. 2 Drücken Sie TUNE +/– zum Einstellen des gewünschten Senders. 3 Stellen Sie mit VOL die Lautstärke ein.: [1829, 625, 1971, 667]
- body-paragraph: Für Geräte, die für den Gebrauch mit Kopfhörern bestimmt sind, die Lautstärke so einstellen, dass kein unangenehmer Hörpegel entsteht. Zum Verhindern von Bränden und elektrischen Schlägen das Gerät weder Regen noch Feuchtigkeit aussetzen. 1 Drücken Sie RADIO ON/OFF, um das Radio einzuschalten. 2 Drücken Sie TUNE +/– zum Einstellen des gewünschten Senders. 3 Stellen Sie mit VOL die Lautstärke ein.: [1229, 400, 1370, 440]
- warning-badge: ВНИМАНИЕ: [1680, 18, 1733, 28]
- section-heading: Poslech zvuku z MD WALKMAN, CD WALKMAN, apod. (viz obr. D): [2280, 328, 2419, 376]
- figure-b-tag: B: [307, 547, 318, 558]
- spec-cell: 76 - 90 MHz: [651, 195, 724, 202]
- body-paragraph: Für Geräte, die für den Gebrauch mit Kopfhörern bestimmt sind, die Lautstärke so einstellen, dass kein unangenehmer Hörpegel entsteht. Zum Verhindern von Bränden und elektrischen Schlägen das Gerät weder Regen noch Feuchtigkeit aussetzen. 1 Drücken Sie RADIO ON/OFF, um das Radio einzuschalten. 2 Drücken Sie TUNE +/– zum Einstellen des gewünschten Senders. 3 Stellen Sie mit VOL die Lautstärke ein.: [1229, 597, 1370, 638]
- body-paragraph: Für Geräte, die für den Gebrauch mit Kopfhörern bestimmt sind, die Lautstärke so einstellen, dass kein unangenehmer Hörpegel entsteht. Zum Verhindern von Bränden und elektrischen Schlägen das Gerät weder Regen noch Feuchtigkeit aussetzen. 1 Drücken Sie RADIO ON/OFF, um das Radio einzuschalten. 2 Drücken Sie TUNE +/– zum Einstellen des gewünschten Senders. 3 Stellen Sie mit VOL die Lautstärke ein.: [1229, 639, 1370, 681]
- body-paragraph: Für Geräte, die für den Gebrauch mit Kopfhörern bestimmt sind, die Lautstärke so einstellen, dass kein unangenehmer Hörpegel entsteht. Zum Verhindern von Bränden und elektrischen Schlägen das Gerät weder Regen noch Feuchtigkeit aussetzen. 1 Drücken Sie RADIO ON/OFF, um das Radio einzuschalten. 2 Drücken Sie TUNE +/– zum Einstellen des gewünschten Senders. 3 Stellen Sie mit VOL die Lautstärke ein.: [778, 768, 920, 809]
- body-paragraph: Für Geräte, die für den Gebrauch mit Kopfhörern bestimmt sind, die Lautstärke so einstellen, dass kein unangenehmer Hörpegel entsteht. Zum Verhindern von Bränden und elektrischen Schlägen das Gerät weder Regen noch Feuchtigkeit aussetzen. 1 Drücken Sie RADIO ON/OFF, um das Radio einzuschalten. 2 Drücken Sie TUNE +/– zum Einstellen des gewünschten Senders. 3 Stellen Sie mit VOL die Lautstärke ein.: [2430, 545, 2571, 587]
- body-paragraph: Für Geräte, die für den Gebrauch mit Kopfhörern bestimmt sind, die Lautstärke so einstellen, dass kein unangenehmer Hörpegel entsteht. Zum Verhindern von Bränden und elektrischen Schlägen das Gerät weder Regen noch Feuchtigkeit aussetzen. 1 Drücken Sie RADIO ON/OFF, um das Radio einzuschalten. 2 Drücken Sie TUNE +/– zum Einstellen des gewünschten Senders. 3 Stellen Sie mit VOL die Lautstärke ein.: [1829, 497, 1971, 538]
- body-paragraph: Für Geräte, die für den Gebrauch mit Kopfhörern bestimmt sind, die Lautstärke so einstellen, dass kein unangenehmer Hörpegel entsteht. Zum Verhindern von Bränden und elektrischen Schlägen das Gerät weder Regen noch Feuchtigkeit aussetzen. 1 Drücken Sie RADIO ON/OFF, um das Radio einzuschalten. 2 Drücken Sie TUNE +/– zum Einstellen des gewünschten Senders. 3 Stellen Sie mit VOL die Lautstärke ein.: [1229, 74, 1370, 115]
- section-heading: Wiedergeben des Tons von einem MD WALKMAN, CD WALKMAN usw. (siehe Abb. D): [477, 328, 618, 376]
- body-paragraph: Für Geräte, die für den Gebrauch mit Kopfhörern bestimmt sind, die Lautstärke so einstellen, dass kein unangenehmer Hörpegel entsteht. Zum Verhindern von Bränden und elektrischen Schlägen das Gerät weder Regen noch Feuchtigkeit aussetzen. 1 Drücken Sie RADIO ON/OFF, um das Radio einzuschalten. 2 Drücken Sie TUNE +/– zum Einstellen des gewünschten Senders. 3 Stellen Sie mit VOL die Lautstärke ein.: [328, 707, 469, 748]
- section-heading: Innan du börjar: [1229, 162, 1311, 175]
- section-subheading: Danke, dass Sie sich für dieses Radio von Sony entschieden haben! Es wird Ihnen viele Stunden lang ungetrübten Hörgenuss bieten.: [328, 177, 465, 210]
- language-panel-deutsch: [324, 0, 775, 919]
- body-paragraph: Für Geräte, die für den Gebrauch mit Kopfhörern bestimmt sind, die Lautstärke so einstellen, dass kein unangenehmer Hörpegel entsteht. Zum Verhindern von Bränden und elektrischen Schlägen das Gerät weder Regen noch Feuchtigkeit aussetzen. 1 Drücken Sie RADIO ON/OFF, um das Radio einzuschalten. 2 Drücken Sie TUNE +/– zum Einstellen des gewünschten Senders. 3 Stellen Sie mit VOL die Lautstärke ein.: [1379, 43, 1520, 83]
- body-paragraph: Für Geräte, die für den Gebrauch mit Kopfhörern bestimmt sind, die Lautstärke so einstellen, dass kein unangenehmer Hörpegel entsteht. Zum Verhindern von Bränden und elektrischen Schlägen das Gerät weder Regen noch Feuchtigkeit aussetzen. 1 Drücken Sie RADIO ON/OFF, um das Radio einzuschalten. 2 Drücken Sie TUNE +/– zum Einstellen des gewünschten Senders. 3 Stellen Sie mit VOL die Lautstärke ein.: [477, 505, 619, 546]
- warning-badge: WAARSCHUWING: [779, 18, 855, 28]
- figure-d-caption: An eine Kopfhörerbuchse (Miniaturstecker) eines MD WALKMAN, CD WALKMAN usw. Naar de hoofdtelefoonaansluiting van een MD WALKMAN, CD WALKMAN enz. Till hörlursuttaget på en MD WALKMAN, CD WALKMAN etc. K гнезду наушников стереоминиразъем MD WALKMAN, CD WALKMAN и т.п. Az MD WALKMAN, CD WALKMAN stb. fejhallgató aljzatához K zdířce sluchátek (minikonektor) přehrávače MD WALKMAN, CD WALKMAN apod.: [97, 802, 295, 836]
- spec-cell: FM: [1980, 201, 2003, 207]
- body-paragraph: Für Geräte, die für den Gebrauch mit Kopfhörern bestimmt sind, die Lautstärke so einstellen, dass kein unangenehmer Hörpegel entsteht. Zum Verhindern von Bränden und elektrischen Schlägen das Gerät weder Regen noch Feuchtigkeit aussetzen. 1 Drücken Sie RADIO ON/OFF, um das Radio einzuschalten. 2 Drücken Sie TUNE +/– zum Einstellen des gewünschten Senders. 3 Stellen Sie mit VOL die Lautstärke ein.: [2130, 415, 2271, 455]
- section-subheading: – Handmatig afstemmen: [928, 34, 1006, 42]
- body-paragraph: Für Geräte, die für den Gebrauch mit Kopfhörern bestimmt sind, die Lautstärke so einstellen, dass kein unangenehmer Hörpegel entsteht. Zum Verhindern von Bränden und elektrischen Schlägen das Gerät weder Regen noch Feuchtigkeit aussetzen. 1 Drücken Sie RADIO ON/OFF, um das Radio einzuschalten. 2 Drücken Sie TUNE +/– zum Einstellen des gewünschten Senders. 3 Stellen Sie mit VOL die Lautstärke ein.: [627, 331, 769, 373]
- text-column: [474, 11, 624, 913]
- figure-c-tag: C: [8, 646, 19, 657]
- document-code: 3-045-945-31 (1): [206, 7, 253, 13]
- battery-insert-illustration: [26, 582, 168, 636]
- body-paragraph: Für Geräte, die für den Gebrauch mit Kopfhörern bestimmt sind, die Lautstärke so einstellen, dass kein unangenehmer Hörpegel entsteht. Zum Verhindern von Bränden und elektrischen Schlägen das Gerät weder Regen noch Feuchtigkeit aussetzen. 1 Drücken Sie RADIO ON/OFF, um das Radio einzuschalten. 2 Drücken Sie TUNE +/– zum Einstellen des gewünschten Senders. 3 Stellen Sie mit VOL die Lautstärke ein.: [1979, 343, 2121, 384]
- language-panel-česky: [2125, 0, 2576, 916]
- body-paragraph: Für Geräte, die für den Gebrauch mit Kopfhörern bestimmt sind, die Lautstärke so einstellen, dass kein unangenehmer Hörpegel entsteht. Zum Verhindern von Bränden und elektrischen Schlägen das Gerät weder Regen noch Feuchtigkeit aussetzen. 1 Drücken Sie RADIO ON/OFF, um das Radio einzuschalten. 2 Drücken Sie TUNE +/– zum Einstellen des gewünschten Senders. 3 Stellen Sie mit VOL die Lautstärke ein.: [1979, 118, 2121, 159]
- body-paragraph: Für Geräte, die für den Gebrauch mit Kopfhörern bestimmt sind, die Lautstärke so einstellen, dass kein unangenehmer Hörpegel entsteht. Zum Verhindern von Bränden und elektrischen Schlägen das Gerät weder Regen noch Feuchtigkeit aussetzen. 1 Drücken Sie RADIO ON/OFF, um das Radio einzuschalten. 2 Drücken Sie TUNE +/– zum Einstellen des gewünschten Senders. 3 Stellen Sie mit VOL die Lautstärke ein.: [1078, 203, 1219, 245]
- section-heading: Uw favoriete zenders vooristellen: [928, 173, 1040, 198]
- spec-cell: 0,1 MHz: [2526, 195, 2571, 202]
- manual-language-name: Gebruiksaanwijzing: [7, 57, 69, 65]
- body-paragraph: Für Geräte, die für den Gebrauch mit Kopfhörern bestimmt sind, die Lautstärke so einstellen, dass kein unangenehmer Hörpegel entsteht. Zum Verhindern von Bränden und elektrischen Schlägen das Gerät weder Regen noch Feuchtigkeit aussetzen. 1 Drücken Sie RADIO ON/OFF, um das Radio einzuschalten. 2 Drücken Sie TUNE +/– zum Einstellen des gewünschten Senders. 3 Stellen Sie mit VOL die Lautstärke ein.: [778, 31, 920, 72]
- section-heading: Komma igång: [1229, 487, 1303, 501]
- wearing-illustration: [26, 664, 203, 788]
